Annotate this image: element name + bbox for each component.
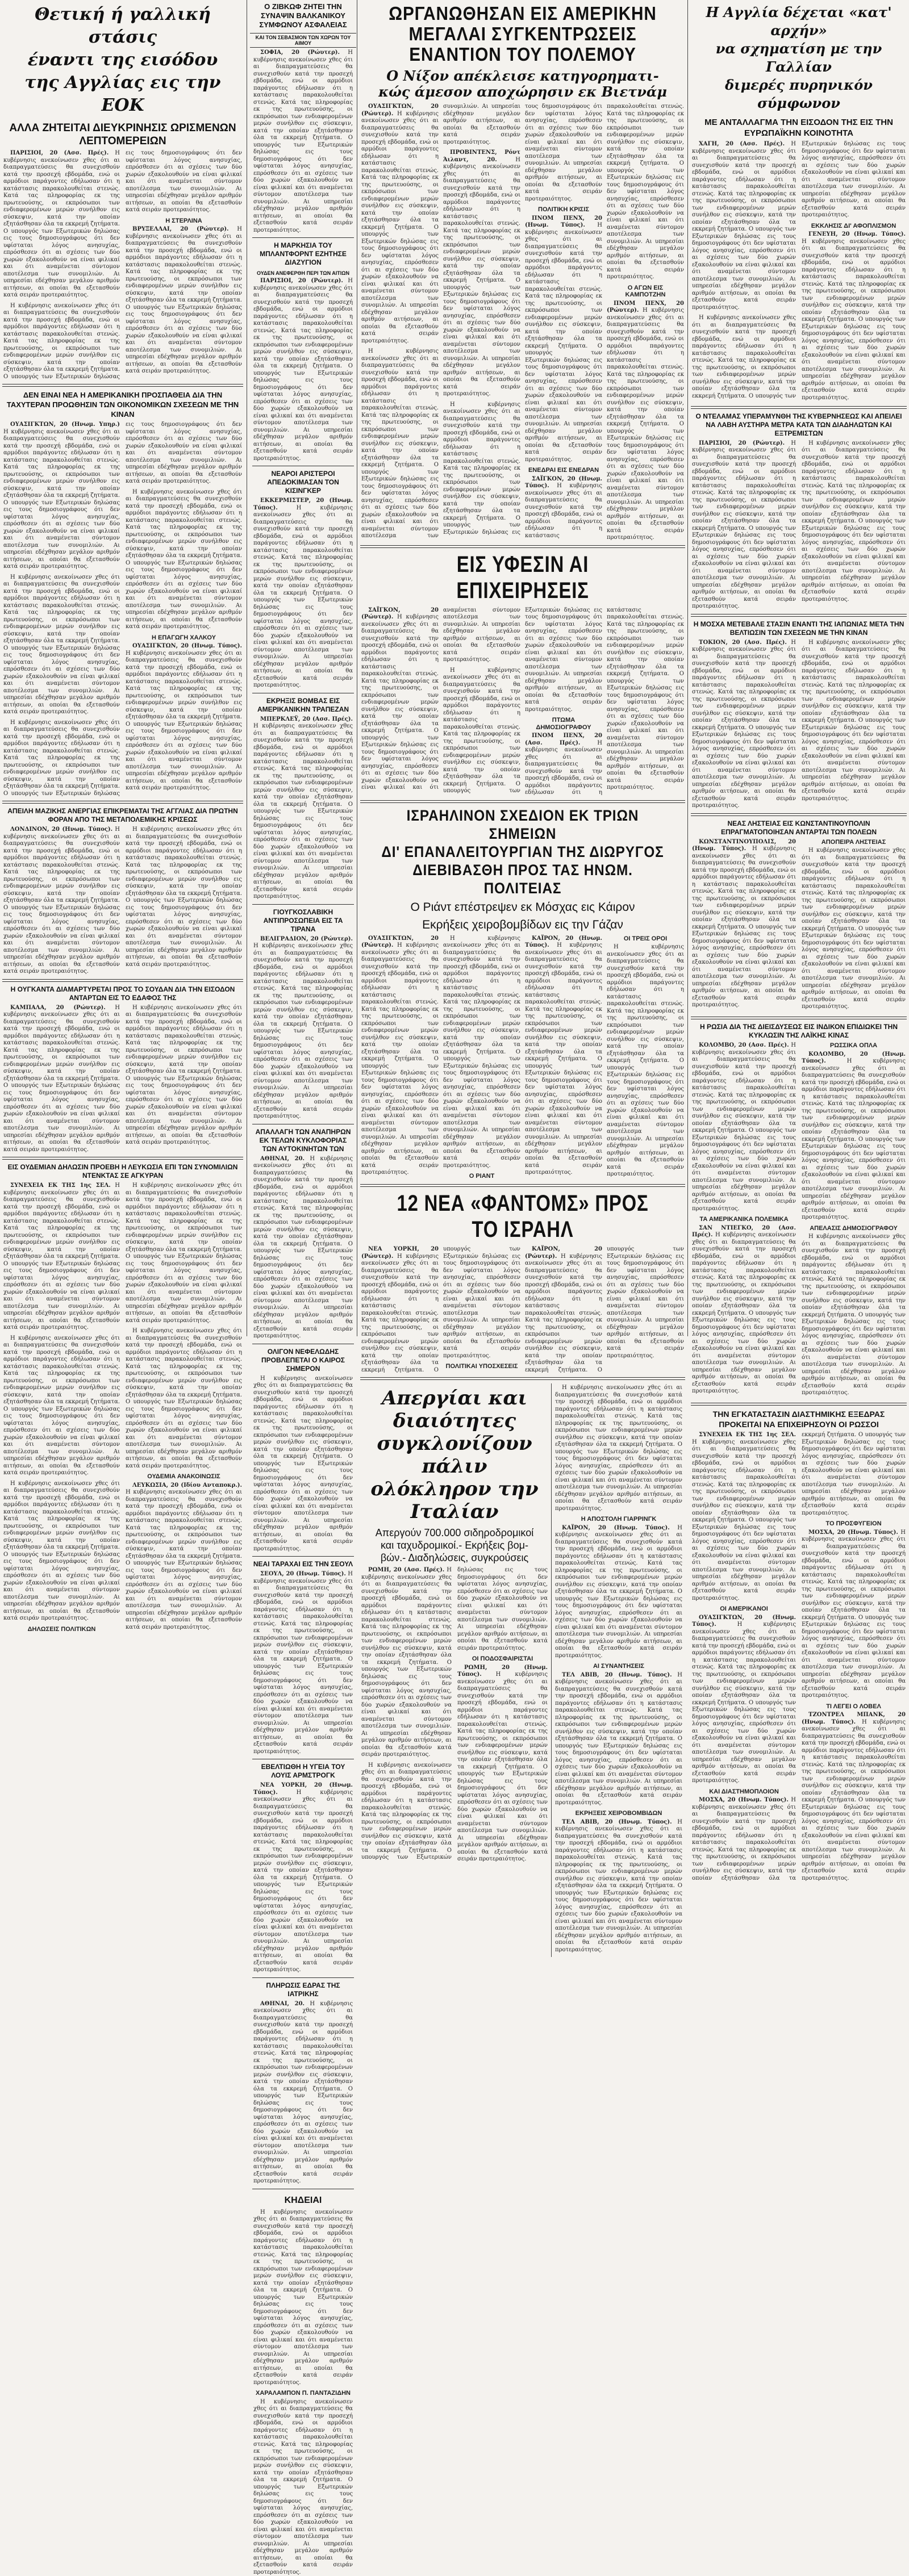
headline-phantoms: 12 ΝΕΑ «ΦΑΝΤΟΜΣ» ΠΡΟΣ ΤΟ ΙΣΡΑΗΛ xyxy=(389,1190,656,1243)
article-body: ΑΘΗΝΑΙ, 20. Η κυβέρνησις ανεκοίνωσεν χθες ότι αι διαπραγματεύσεις θα συνεχισθούν κατά την προσεχή εβδομάδα, ενώ οι αρμόδιοι παράγοντες εδήλωσαν ότι η κατάστασις παρακολουθείται στενώς. Κατά τας πληροφορίας εκ της πρωτευούσης, οι εκπρόσωποι των ενδιαφερομένων μερών συνήλθον εις σύσκεψιν, κατά την οποίαν εξητάσθησαν όλα τα εκκρεμή ζητήματα. Ο υπουργός των Εξωτερικών δηλώσας εις τους δημοσιογράφους ότι δεν υφίσταται λόγος ανησυχίας, επρόσθεσεν ότι αι σχέσεις των δύο χωρών εξακολουθούν να είναι φιλικαί και ότι αναμένεται σύντομον αποτέλεσμα των συνομιλιών. Αι υπηρεσίαι εδέχθησαν μεγάλον αριθμόν αιτήσεων, αι οποίαι θα εξετασθούν κατά σειράν προτεραιότητος. xyxy=(253,1156,353,1340)
article-body: ΣΕΟΥΛ, 20 (Ηνωμ. Τύπος). Η κυβέρνησις ανεκοίνωσεν χθες ότι αι διαπραγματεύσεις θα συνεχισθούν κατά την προσεχή εβδομάδα, ενώ οι αρμόδιοι παράγοντες εδήλωσαν ότι η κατάστασις παρακολουθείται στενώς. Κατά τας πληροφορίας εκ της πρωτευούσης, οι εκπρόσωποι των ενδιαφερομένων μερών συνήλθον εις σύσκεψιν, κατά την οποίαν εξητάσθησαν όλα τα εκκρεμή ζητήματα. Ο υπουργός των Εξωτερικών δηλώσας εις τους δημοσιογράφους ότι δεν υφίσταται λόγος ανησυχίας, επρόσθεσεν ότι αι σχέσεις των δύο χωρών εξακολουθούν να είναι φιλικαί και ότι αναμένεται σύντομον αποτέλεσμα των συνομιλιών. Αι υπηρεσίαι εδέχθησαν μεγάλον αριθμόν αιτήσεων, αι οποίαι θα εξετασθούν κατά σειράν προτεραιότητος. xyxy=(253,1571,353,1755)
body-text: Η κυβέρνησις ανεκοίνωσεν χθες ότι αι διαπραγματεύσεις θα συνεχισθούν κατά την προσεχή εβδομάδα, ενώ οι αρμόδιοι παράγοντες εδήλωσαν ότι η κατάστασις παρακολουθείται στενώς. Κατά τας πληροφορίας εκ της πρωτευούσης, οι εκπρόσωποι των ενδιαφερομένων μερών συνήλθον εις σύσκεψιν, κατά την οποίαν εξητάσθησαν όλα τα εκκρεμή ζητήματα. Ο υπουργός των Εξωτερικών δηλώσας εις τους δημοσιογράφους ότι δεν υφίσταται λόγος ανησυχίας, επρόσθεσεν ότι αι σχέσεις των δύο χωρών εξακολουθούν να είναι φιλικαί και ότι αναμένεται σύντομον αποτέλεσμα των συνομιλιών. Αι υπηρεσίαι εδέχθησαν μεγάλον αριθμόν αιτήσεων, αι οποίαι θα εξετασθούν κατά σειράν προτεραιότητος. xyxy=(253,2209,353,2386)
article-body: ΒΕΛΙΓΡΑΔΙΟΝ, 20 (Ρώυτερ). Η κυβέρνησις ανεκοίνωσεν χθες ότι αι διαπραγματεύσεις θα συνεχισθούν κατά την προσεχή εβδομάδα, ενώ οι αρμόδιοι παράγοντες εδήλωσαν ότι η κατάστασις παρακολουθείται στενώς. Κατά τας πληροφορίας εκ της πρωτευούσης, οι εκπρόσωποι των ενδιαφερομένων μερών συνήλθον εις σύσκεψιν, κατά την οποίαν εξητάσθησαν όλα τα εκκρεμή ζητήματα. Ο υπουργός των Εξωτερικών δηλώσας εις τους δημοσιογράφους ότι δεν υφίσταται λόγος ανησυχίας, επρόσθεσεν ότι αι σχέσεις των δύο χωρών εξακολουθούν να είναι φιλικαί και ότι αναμένεται σύντομον αποτέλεσμα των συνομιλιών. Αι υπηρεσίαι εδέχθησαν μεγάλον αριθμόν αιτήσεων, αι οποίαι θα εξετασθούν κατά σειράν προτεραιότητος. xyxy=(253,936,353,1120)
headline-kissinger: ΝΕΑΡΟΙ ΑΡΙΣΤΕΡΟΙ ΑΠΕΔΟΚΙΜΑΣΑΝ ΤΟΝ ΚΙΣΙΝΓΚΕΡ xyxy=(252,470,354,495)
column-1 xyxy=(0,0,245,1336)
article-body xyxy=(253,1375,353,1553)
body-text: Η κυβέρνησις ανεκοίνωσεν χθες ότι αι διαπραγματεύσεις θα συνεχισθούν κατά την προσεχή εβδομάδα, ενώ οι αρμόδιοι παράγοντες εδήλωσαν ότι η κατάστασις παρακολουθείται στενώς. Κατά τας πληροφορίας εκ της πρωτευούσης, οι εκπρόσωποι των ενδιαφερομένων μερών συνήλθον εις σύσκεψιν, κατά την οποίαν εξητάσθησαν όλα τα εκκρεμή ζητήματα. Ο υπουργός των Εξωτερικών δηλώσας εις τους δημοσιογράφους ότι δεν υφίσταται λόγος ανησυχίας, επρόσθεσεν ότι αι σχέσεις των δύο χωρών εξακολουθούν να είναι φιλικαί και ότι αναμένεται σύντομον αποτέλεσμα των συνομιλιών. Αι υπηρεσίαι εδέχθησαν μεγάλον αριθμόν αιτήσεων, αι οποίαι θα εξετασθούν κατά σειράν προτεραιότητος. xyxy=(607,944,684,1177)
body-text: Η κυβέρνησις ανεκοίνωσεν χθες ότι αι διαπραγματεύσεις θα συνεχισθούν κατά την προσεχή εβδομάδα, ενώ οι αρμόδιοι παράγοντες εδήλωσαν ότι η κατάστασις παρακολουθείται στενώς. Κατά τας πληροφορίας εκ της πρωτευούσης, οι εκπρόσωποι των ενδιαφερομένων μερών συνήλθον εις σύσκεψιν, κατά την οποίαν εξητάσθησαν όλα τα εκκρεμή ζητήματα. Ο υπουργός των Εξωτερικών δηλώσας εις τους δημοσιογράφους ότι δεν υφίσταται λόγος ανησυχίας, επρόσθεσεν ότι αι σχέσεις των δύο χωρών εξακολουθούν να είναι φιλικαί και ότι αναμένεται σύντομον αποτέλεσμα των συνομιλιών. Αι υπηρεσίαι εδέχθησαν μεγάλον αριθμόν αιτήσεων, αι οποίαι θα εξετασθούν κατά σειράν προτεραιότητος. xyxy=(253,1375,353,1552)
body-text: Η κυβέρνησις ανεκοίνωσεν χθες ότι αι διαπραγματεύσεις θα συνεχισθούν κατά την προσεχή εβδομάδα, ενώ οι αρμόδιοι παράγοντες εδήλωσαν ότι η κατάστασις παρακολουθείται στενώς. Κατά τας πληροφορίας εκ της πρωτευούσης, οι εκπρόσωποι των ενδιαφερομένων μερών συνήλθον εις σύσκεψιν, κατά την οποίαν εξητάσθησαν όλα τα εκκρεμή ζητήματα. Ο υπουργός των Εξωτερικών δηλώσας εις τους δημοσιογράφους ότι δεν υφίσταται λόγος ανησυχίας, επρόσθεσεν ότι αι σχέσεις των δύο χωρών εξακολουθούν να είναι φιλικαί και ότι αναμένεται σύντομον αποτέλεσμα των συνομιλιών. Αι υπηρεσίαι εδέχθησαν μεγάλον αριθμόν αιτήσεων, αι οποίαι θα εξετασθούν κατά σειράν προτεραιότητος. xyxy=(3,429,120,570)
article-body: ΡΩΜΗ, 20 (Ασσ. Πρές). Η κυβέρνησις ανεκοίνωσεν χθες ότι αι διαπραγματεύσεις θα συνεχισθούν κατά την προσεχή εβδομάδα, ενώ οι αρμόδιοι παράγοντες εδήλωσαν ότι η κατάστασις παρακολουθείται στενώς. Κατά τας πληροφορίας εκ της πρωτευούσης, οι εκπρόσωποι των ενδιαφερομένων μερών συνήλθον εις σύσκεψιν, κατά την οποίαν εξητάσθησαν όλα τα εκκρεμή ζητήματα. Ο υπουργός των Εξωτερικών δηλώσας εις τους δημοσιογράφους ότι δεν υφίσταται λόγος ανησυχίας, επρόσθεσεν ότι αι σχέσεις των δύο χωρών εξακολουθούν να είναι φιλικαί και ότι αναμένεται σύντομον αποτέλεσμα των συνομιλιών. Αι υπηρεσίαι εδέχθησαν μεγάλον αριθμόν αιτήσεων, αι οποίαι θα εξετασθούν κατά σειράν προτεραιότητος. Η κυβέρνησις ανεκοίνωσεν χθες ότι αι διαπραγματεύσεις θα συνεχισθούν κατά την προσεχή εβδομάδα, ενώ οι αρμόδιοι παράγοντες εδήλωσαν ότι η κατάστασις παρακολουθείται στενώς. Κατά τας πληροφορίας εκ της πρωτευούσης, οι εκπρόσωποι των ενδιαφερομένων μερών συνήλθον εις σύσκεψιν, κατά την οποίαν εξητάσθησαν όλα τα εκκρεμή ζητήματα. Ο υπουργός των Εξωτερικών δηλώσας εις τους δημοσιογράφους ότι δεν υφίσταται λόγος ανησυχίας, επρόσθεσεν ότι αι σχέσεις των δύο χωρών εξακολουθούν να είναι φιλικαί και ότι αναμένεται σύντομον αποτέλεσμα των συνομιλιών. Αι υπηρεσίαι εδέχθησαν μεγάλον αριθμόν αιτήσεων, αι οποίαι θα εξετασθούν κατά σειράν προτεραιότητος. ΟΙ ΠΟΔΟΣΦΑΙΡΙΣΤΑΙ ΡΩΜΗ, 20 (Ηνωμ. Τύπος). Η κυβέρνησις ανεκοίνωσεν χθες ότι αι διαπραγματεύσεις θα συνεχισθούν κατά την προσεχή εβδομάδα, ενώ οι αρμόδιοι παράγοντες εδήλωσαν ότι η κατάστασις παρακολουθείται στενώς. Κατά τας πληροφορίας εκ της πρωτευούσης, οι εκπρόσωποι των ενδιαφερομένων μερών συνήλθον εις σύσκεψιν, κατά την οποίαν εξητάσθησαν όλα τα εκκρεμή ζητήματα. Ο υπουργός των Εξωτερικών δηλώσας εις τους δημοσιογράφους ότι δεν υφίσταται λόγος ανησυχίας, επρόσθεσεν ότι αι σχέσεις των δύο χωρών εξακολουθούν να είναι φιλικαί και ότι αναμένεται σύντομον αποτέλεσμα των συνομιλιών. Αι υπηρεσίαι εδέχθησαν μεγάλον αριθμόν αιτήσεων, αι οποίαι θα εξετασθούν κατά σειράν προτεραιότητος. xyxy=(361,1567,548,1864)
body-text: Η κυβέρνησις ανεκοίνωσεν χθες ότι αι διαπραγματεύσεις θα συνεχισθούν κατά την προσεχή εβδομάδα, ενώ οι αρμόδιοι παράγοντες εδήλωσαν ότι η κατάστασις παρακολουθείται στενώς. Κατά τας πληροφορίας εκ της πρωτευούσης, οι εκπρόσωποι των ενδιαφερομένων μερών συνήλθον εις σύσκεψιν, κατά την οποίαν εξητάσθησαν όλα τα εκκρεμή ζητήματα. Ο υπουργός των Εξωτερικών δηλώσας εις τους δημοσιογράφους ότι δεν υφίσταται λόγος ανησυχίας, επρόσθεσεν ότι αι σχέσεις των δύο χωρών εξακολουθούν να είναι φιλικαί και ότι αναμένεται σύντομον αποτέλεσμα των συνομιλιών. Αι υπηρεσίαι εδέχθησαν μεγάλον αριθμόν αιτήσεων, αι οποίαι θα εξετασθούν κατά σειράν προτεραιότητος. xyxy=(253,278,353,462)
body-text: Η κυβέρνησις ανεκοίνωσεν χθες ότι αι διαπραγματεύσεις θα συνεχισθούν κατά την προσεχή εβδομάδα, ενώ οι αρμόδιοι παράγοντες εδήλωσαν ότι η κατάστασις παρακολουθείται στενώς. Κατά τας πληροφορίας εκ της πρωτευούσης, οι εκπρόσωποι των ενδιαφερομένων μερών συνήλθον εις σύσκεψιν, κατά την οποίαν εξητάσθησαν όλα τα εκκρεμή ζητήματα. Ο υπουργός των Εξωτερικών δηλώσας εις τους δημοσιογράφους ότι δεν υφίσταται λόγος ανησυχίας, επρόσθεσεν ότι αι σχέσεις των δύο χωρών εξακολουθούν να είναι φιλικαί και ότι αναμένεται σύντομον αποτέλεσμα των συνομιλιών. Αι υπηρεσίαι εδέχθησαν μεγάλον αριθμόν αιτήσεων, αι οποίαι θα εξετασθούν κατά σειράν προτεραιότητος. xyxy=(126,226,242,374)
body-text: Η κυβέρνησις ανεκοίνωσεν χθες ότι αι διαπραγματεύσεις θα συνεχισθούν κατά την προσεχή εβδομάδα, ενώ οι αρμόδιοι παράγοντες εδήλωσαν ότι η κατάστασις παρακολουθείται στενώς. Κατά τας πληροφορίας εκ της πρωτευούσης, οι εκπρόσωποι των ενδιαφερομένων μερών συνήλθον εις σύσκεψιν, κατά την οποίαν εξητάσθησαν όλα τα εκκρεμή ζητήματα. Ο υπουργός των Εξωτερικών δηλώσας εις τους δημοσιογράφους ότι δεν υφίσταται λόγος ανησυχίας, επρόσθεσεν ότι αι σχέσεις των δύο χωρών εξακολουθούν να είναι φιλικαί και ότι αναμένεται σύντομον αποτέλεσμα των συνομιλιών. Αι υπηρεσίαι εδέχθησαν μεγάλον αριθμόν αιτήσεων, αι οποίαι θα εξετασθούν κατά σειράν προτεραιότητος. xyxy=(525,1246,684,1373)
body-text: Η κυβέρνησις ανεκοίνωσεν χθες ότι αι διαπραγματεύσεις θα συνεχισθούν κατά την προσεχή εβδομάδα, ενώ οι αρμόδιοι παράγοντες εδήλωσαν ότι η κατάστασις παρακολουθείται στενώς. Κατά τας πληροφορίας εκ της πρωτευούσης, οι εκπρόσωποι των ενδιαφερομένων μερών συνήλθον εις σύσκεψιν, κατά την οποίαν εξητάσθησαν όλα τα εκκρεμή ζητήματα. Ο υπουργός των Εξωτερικών δηλώσας εις τους δημοσιογράφους ότι δεν υφίσταται λόγος ανησυχίας, επρόσθεσεν ότι αι σχέσεις των δύο χωρών εξακολουθούν να είναι φιλικαί και ότι αναμένεται σύντομον αποτέλεσμα των συνομιλιών. Αι υπηρεσίαι εδέχθησαν μεγάλον αριθμόν αιτήσεων, αι οποίαι θα εξετασθούν κατά σειράν προτεραιότητος. xyxy=(692,1432,906,1881)
body-text: Η κυβέρνησις ανεκοίνωσεν χθες ότι αι διαπραγματεύσεις θα συνεχισθούν κατά την προσεχή εβδομάδα, ενώ οι αρμόδιοι παράγοντες εδήλωσαν ότι η κατάστασις παρακολουθείται στενώς. Κατά τας πληροφορίας εκ της πρωτευούσης, οι εκπρόσωποι των ενδιαφερομένων μερών συνήλθον εις σύσκεψιν, κατά την οποίαν εξητάσθησαν όλα τα εκκρεμή ζητήματα. Ο υπουργός των Εξωτερικών δηλώσας εις τους δημοσιογράφους ότι δεν υφίσταται λόγος ανησυχίας, επρόσθεσεν ότι αι σχέσεις των δύο χωρών εξακολουθούν να είναι φιλικαί και ότι αναμένεται σύντομον αποτέλεσμα των συνομιλιών. Αι υπηρεσίαι εδέχθησαν μεγάλον αριθμόν αιτήσεων, αι οποίαι θα εξετασθούν κατά σειράν προτεραιότητος. xyxy=(253,943,353,1119)
headline-armstrong: ΕΒΕΛΤΙΩΘΗ Η ΥΓΕΙΑ ΤΟΥ ΛΟΥΙΣ ΑΡΜΣΤΡΟΓΚ xyxy=(252,1763,354,1780)
headline-chaban-delmas: Ο ΝΤΕΛΑΜΑΣ ΥΠΕΡΑΜΥΝΘΗ ΤΗΣ ΚΥΒΕΡΝΗΣΕΩΣ ΚΑΙ ΑΠΕΙΛΕΙ ΝΑ ΛΑΒΗ ΑΥΣΤΗΡΑ ΜΕΤΡΑ ΚΑΤΑ ΤΩΝ ΔΙΑΔΗΛΩΤΩΝ ΚΑΙ ΕΞΤΡΕΜΙΣΤΩΝ xyxy=(691,412,907,438)
body-text: Η κυβέρνησις ανεκοίνωσεν χθες ότι αι διαπραγματεύσεις θα συνεχισθούν κατά την προσεχή εβδομάδα, ενώ οι αρμόδιοι παράγοντες εδήλωσαν ότι η κατάστασις παρακολουθείται στενώς. Κατά τας πληροφορίας εκ της πρωτευούσης, οι εκπρόσωποι των ενδιαφερομένων μερών συνήλθον εις σύσκεψιν, κατά την οποίαν εξητάσθησαν όλα τα εκκρεμή ζητήματα. Ο υπουργός των Εξωτερικών δηλώσας εις τους δημοσιογράφους ότι δεν υφίσταται λόγος ανησυχίας, επρόσθεσεν ότι αι σχέσεις των δύο χωρών εξακολουθούν να είναι φιλικαί και ότι αναμένεται σύντομον αποτέλεσμα των συνομιλιών. Αι υπηρεσίαι εδέχθησαν μεγάλον αριθμόν αιτήσεων, αι οποίαι θα εξετασθούν κατά σειράν προτεραιότητος. xyxy=(126,650,242,792)
column-2: Ο ΖΙΒΚΩΦ ΖΗΤΕΙ ΤΗΝ ΣΥΝΑΨΙΝ ΒΑΛΚΑΝΙΚΟΥ ΣΥΜΦΩΝΟΥ ΑΣΦΑΛΕΙΑΣ ΚΑΙ ΤΟΝ ΣΕΒΑΣΜΟΝ ΤΩΝ ΧΩΡΩΝ ΤΟΥ ΑΙΜΟΥ ΣΟΦΙΑ, 20 (Ρώυτερ). Η κυβέρνησις ανεκοίνωσεν χθες ότι αι διαπραγματεύσεις θα συνεχισθούν κατά την προσεχή εβδομάδα, ενώ οι αρμόδιοι παράγοντες εδήλωσαν ότι η κατάστασις παρακολουθείται στενώς. Κατά τας πληροφορίας εκ της πρωτευούσης, οι εκπρόσωποι των ενδιαφερομένων μερών συνήλθον εις σύσκεψιν, κατά την οποίαν εξητάσθησαν όλα τα εκκρεμή ζητήματα. Ο υπουργός των Εξωτερικών δηλώσας εις τους δημοσιογράφους ότι δεν υφίσταται λόγος ανησυχίας, επρόσθεσεν ότι αι σχέσεις των δύο χωρών εξακολουθούν να είναι φιλικαί και ότι αναμένεται σύντομον αποτέλεσμα των συνομιλιών. Αι υπηρεσίαι εδέχθησαν μεγάλον αριθμόν αιτήσεων, αι οποίαι θα εξετασθούν κατά σειράν προτεραιότητος. Η ΜΑΡΚΗΣΙΑ ΤΟΥ ΜΠΛΑΝΤΦΟΡΝΤ ΕΖΗΤΗΣΕ ΔΙΑΖΥΓΙΟΝ ΟΥΔΕΝ ΑΝΕΦΕΡΘΗ ΠΕΡΙ ΤΩΝ ΑΙΤΙΩΝ ΠΑΡΙΣΙΟΙ, 20 (Ρώυτερ). Η κυβέρνησις ανεκοίνωσεν χθες ότι αι διαπραγματεύσεις θα συνεχισθούν κατά την προσεχή εβδομάδα, ενώ οι αρμόδιοι παράγοντες εδήλωσαν ότι η κατάστασις παρακολουθείται στενώς. Κατά τας πληροφορίας εκ της πρωτευούσης, οι εκπρόσωποι των ενδιαφερομένων μερών συνήλθον εις σύσκεψιν, κατά την οποίαν εξητάσθησαν όλα τα εκκρεμή ζητήματα. Ο υπουργός των Εξωτερικών δηλώσας εις τους δημοσιογράφους ότι δεν υφίσταται λόγος ανησυχίας, επρόσθεσεν ότι αι σχέσεις των δύο χωρών εξακολουθούν να είναι φιλικαί και ότι αναμένεται σύντομον αποτέλεσμα των συνομιλιών. Αι υπηρεσίαι εδέχθησαν μεγάλον αριθμόν αιτήσεων, αι οποίαι θα εξετασθούν κατά σειράν προτεραιότητος. ΝΕΑΡΟΙ ΑΡΙΣΤΕΡΟΙ ΑΠΕΔΟΚΙΜΑΣΑΝ ΤΟΝ ΚΙΣΙΝΓΚΕΡ ΕΚΚΕΡΜΙΣΤΕΡ, 20 (Ηνωμ. Τύπος). Η κυβέρνησις ανεκοίνωσεν χθες ότι αι διαπραγματεύσεις θα συνεχισθούν κατά την προσεχή εβδομάδα, ενώ οι αρμόδιοι παράγοντες εδήλωσαν ότι η κατάστασις παρακολουθείται στενώς. Κατά τας πληροφορίας εκ της πρωτευούσης, οι εκπρόσωποι των ενδιαφερομένων μερών συνήλθον εις σύσκεψιν, κατά την οποίαν εξητάσθησαν όλα τα εκκρεμή ζητήματα. Ο υπουργός των Εξωτερικών δηλώσας εις τους δημοσιογράφους ότι δεν υφίσταται λόγος ανησυχίας, επρόσθεσεν ότι αι σχέσεις των δύο χωρών εξακολουθούν να είναι φιλικαί και ότι αναμένεται σύντομον αποτέλεσμα των συνομιλιών. Αι υπηρεσίαι εδέχθησαν μεγάλον αριθμόν αιτήσεων, αι οποίαι θα εξετασθούν κατά σειράν προτεραιότητος. ΕΚΡΗΞΙΣ ΒΟΜΒΑΣ ΕΙΣ ΑΜΕΡΙΚΑΝΙΚΗΝ ΤΡΑΠΕΖΑΝ ΜΠΕΡΚΛΕΫ, 20 (Ασσ. Πρές). Η κυβέρνησις ανεκοίνωσεν χθες ότι αι διαπραγματεύσεις θα συνεχισθούν κατά την προσεχή εβδομάδα, ενώ οι αρμόδιοι παράγοντες εδήλωσαν ότι η κατάστασις παρακολουθείται στενώς. Κατά τας πληροφορίας εκ της πρωτευούσης, οι εκπρόσωποι των ενδιαφερομένων μερών συνήλθον εις σύσκεψιν, κατά την οποίαν εξητάσθησαν όλα τα εκκρεμή ζητήματα. Ο υπουργός των Εξωτερικών δηλώσας εις τους δημοσιογράφους ότι δεν υφίσταται λόγος ανησυχίας, επρόσθεσεν ότι αι σχέσεις των δύο χωρών εξακολουθούν να είναι φιλικαί και ότι αναμένεται σύντομον αποτέλεσμα των συνομιλιών. Αι υπηρεσίαι εδέχθησαν μεγάλον αριθμόν αιτήσεων, αι οποίαι θα εξετασθούν κατά σειράν προτεραιότητος. ΓΙΟΥΓΚΟΣΛΑΒΙΚΗ ΑΝΤΙΠΡΟΣΩΠΕΙΑ ΕΙΣ ΤΑ ΤΙΡΑΝΑ ΒΕΛΙΓΡΑΔΙΟΝ, 20 (Ρώυτερ). Η κυβέρνησις ανεκοίνωσεν χθες ότι αι διαπραγματεύσεις θα συνεχισθούν κατά την προσεχή εβδομάδα, ενώ οι αρμόδιοι παράγοντες εδήλωσαν ότι η κατάστασις παρακολουθείται στενώς. Κατά τας πληροφορίας εκ της πρωτευούσης, οι εκπρόσωποι των ενδιαφερομένων μερών συνήλθον εις σύσκεψιν, κατά την οποίαν εξητάσθησαν όλα τα εκκρεμή ζητήματα. Ο υπουργός των Εξωτερικών δηλώσας εις τους δημοσιογράφους ότι δεν υφίσταται λόγος ανησυχίας, επρόσθεσεν ότι αι σχέσεις των δύο χωρών εξακολουθούν να είναι φιλικαί και ότι αναμένεται σύντομον αποτέλεσμα των συνομιλιών. Αι υπηρεσίαι εδέχθησαν μεγάλον αριθμόν αιτήσεων, αι οποίαι θα εξετασθούν κατά σειράν προτεραιότητος. ΑΠΑΛΛΑΓΗ ΤΩΝ ΑΝΑΠΗΡΩΝ ΕΚ ΤΕΛΩΝ ΚΥΚΛΟΦΟΡΙΑΣ ΤΩΝ ΑΥΤΟΚΙΝΗΤΩΝ ΤΩΝ ΑΘΗΝΑΙ, 20. Η κυβέρνησις ανεκοίνωσεν χθες ότι αι διαπραγματεύσεις θα συνεχισθούν κατά την προσεχή εβδομάδα, ενώ οι αρμόδιοι παράγοντες εδήλωσαν ότι η κατάστασις παρακολουθείται στενώς. Κατά τας πληροφορίας εκ της πρωτευούσης, οι εκπρόσωποι των ενδιαφερομένων μερών συνήλθον εις σύσκεψιν, κατά την οποίαν εξητάσθησαν όλα τα εκκρεμή ζητήματα. Ο υπουργός των Εξωτερικών δηλώσας εις τους δημοσιογράφους ότι δεν υφίσταται λόγος ανησυχίας, επρόσθεσεν ότι αι σχέσεις των δύο χωρών εξακολουθούν να είναι φιλικαί και ότι αναμένεται σύντομον αποτέλεσμα των συνομιλιών. Αι υπηρεσίαι εδέχθησαν μεγάλον αριθμόν αιτήσεων, αι οποίαι θα εξετασθούν κατά σειράν προτεραιότητος. ΟΛΙΓΟΝ ΝΕΦΕΛΩΔΗΣ ΠΡΟΒΛΕΠΕΤΑΙ Ο ΚΑΙΡΟΣ ΣΗΜΕΡΟΝ Η κυβέρνησις ανεκοίνωσεν χθες ότι αι διαπραγματεύσεις θα συνεχισθούν κατά την προσεχή εβδομάδα, ενώ οι αρμόδιοι παράγοντες εδήλωσαν ότι η κατάστασις παρακολουθείται στενώς. Κατά τας πληροφορίας εκ της πρωτευούσης, οι εκπρόσωποι των ενδιαφερομένων μερών συνήλθον εις σύσκεψιν, κατά την οποίαν εξητάσθησαν όλα τα εκκρεμή ζητήματα. Ο υπουργός των Εξωτερικών δηλώσας εις τους δημοσιογράφους ότι δεν υφίσταται λόγος ανησυχίας, επρόσθεσεν ότι αι σχέσεις των δύο χωρών εξακολουθούν να είναι φιλικαί και ότι αναμένεται σύντομον αποτέλεσμα των συνομιλιών. Αι υπηρεσίαι εδέχθησαν μεγάλον αριθμόν αιτήσεων, αι οποίαι θα εξετασθούν κατά σειράν προτεραιότητος. ΝΕΑΙ ΤΑΡΑΧΑΙ ΕΙΣ ΤΗΝ ΣΕΟΥΛ ΣΕΟΥΛ, 20 (Ηνωμ. Τύπος). Η κυβέρνησις ανεκοίνωσεν χθες ότι αι διαπραγματεύσεις θα συνεχισθούν κατά την προσεχή εβδομάδα, ενώ οι αρμόδιοι παράγοντες εδήλωσαν ότι η κατάστασις παρακολουθείται στενώς. Κατά τας πληροφορίας εκ της πρωτευούσης, οι εκπρόσωποι των ενδιαφερομένων μερών συνήλθον εις σύσκεψιν, κατά την οποίαν εξητάσθησαν όλα τα εκκρεμή ζητήματα. Ο υπουργός των Εξωτερικών δηλώσας εις τους δημοσιογράφους ότι δεν υφίσταται λόγος ανησυχίας, επρόσθεσεν ότι αι σχέσεις των δύο χωρών εξακολουθούν να είναι φιλικαί και ότι αναμένεται σύντομον αποτέλεσμα των συνομιλιών. Αι υπηρεσίαι εδέχθησαν μεγάλον αριθμόν αιτήσεων, αι οποίαι θα εξετασθούν κατά σειράν προτεραιότητος. ΕΒΕΛΤΙΩΘΗ Η ΥΓΕΙΑ ΤΟΥ ΛΟΥΙΣ ΑΡΜΣΤΡΟΓΚ ΝΕΑ ΥΟΡΚΗ, 20 (Ηνωμ. Τύπος). Η κυβέρνησις ανεκοίνωσεν χθες ότι αι διαπραγματεύσεις θα συνεχισθούν κατά την προσεχή εβδομάδα, ενώ οι αρμόδιοι παράγοντες εδήλωσαν ότι η κατάστασις παρακολουθείται στενώς. Κατά τας πληροφορίας εκ της πρωτευούσης, οι εκπρόσωποι των ενδιαφερομένων μερών συνήλθον εις σύσκεψιν, κατά την οποίαν εξητάσθησαν όλα τα εκκρεμή ζητήματα. Ο υπουργός των Εξωτερικών δηλώσας εις τους δημοσιογράφους ότι δεν υφίσταται λόγος ανησυχίας, επρόσθεσεν ότι αι σχέσεις των δύο χωρών εξακολουθούν να είναι φιλικαί και ότι αναμένεται σύντομον αποτέλεσμα των συνομιλιών. Αι υπηρεσίαι εδέχθησαν μεγάλον αριθμόν αιτήσεων, αι οποίαι θα εξετασθούν κατά σειράν προτεραιότητος. ΠΛΗΡΩΣΙΣ ΕΔΡΑΣ ΤΗΣ ΙΑΤΡΙΚΗΣ ΑΘΗΝΑΙ, 20. Η κυβέρνησις ανεκοίνωσεν χθες ότι αι διαπραγματεύσεις θα συνεχισθούν κατά την προσεχή εβδομάδα, ενώ οι αρμόδιοι παράγοντες εδήλωσαν ότι η κατάστασις παρακολουθείται στενώς. Κατά τας πληροφορίας εκ της πρωτευούσης, οι εκπρόσωποι των ενδιαφερομένων μερών συνήλθον εις σύσκεψιν, κατά την οποίαν εξητάσθησαν όλα τα εκκρεμή ζητήματα. Ο υπουργός των Εξωτερικών δηλώσας εις τους δημοσιογράφους ότι δεν υφίσταται λόγος ανησυχίας, επρόσθεσεν ότι αι σχέσεις των δύο χωρών εξακολουθούν να είναι φιλικαί και ότι αναμένεται σύντομον αποτέλεσμα των συνομιλιών. Αι υπηρεσίαι εδέχθησαν μεγάλον αριθμόν αιτήσεων, αι οποίαι θα εξετασθούν κατά σειράν προτεραιότητος. ΚΗΔΕΙΑΙ Η κυβέρνησις ανεκοίνωσεν χθες ότι αι διαπραγματεύσεις θα συνεχισθούν κατά την προσεχή εβδομάδα, ενώ οι αρμόδιοι παράγοντες εδήλωσαν ότι η κατάστασις παρακολουθείται στενώς. Κατά τας πληροφορίας εκ της πρωτευούσης, οι εκπρόσωποι των ενδιαφερομένων μερών συνήλθον εις σύσκεψιν, κατά την οποίαν εξητάσθησαν όλα τα εκκρεμή ζητήματα. Ο υπουργός των Εξωτερικών δηλώσας εις τους δημοσιογράφους ότι δεν υφίσταται λόγος ανησυχίας, επρόσθεσεν ότι αι σχέσεις των δύο χωρών εξακολουθούν να είναι φιλικαί και ότι αναμένεται σύντομον αποτέλεσμα των συνομιλιών. Αι υπηρεσίαι εδέχθησαν μεγάλον αριθμόν αιτήσεων, αι οποίαι θα εξετασθούν κατά σειράν προτεραιότητος. ΧΑΡΑΛΑΜΠΟΝ Π. ΠΑΝΤΑΖΙΔΗΝ Η κυβέρνησις ανεκοίνωσεν χθες ότι αι διαπραγματεύσεις θα συνεχισθούν κατά την προσεχή εβδομάδα, ενώ οι αρμόδιοι παράγοντες εδήλωσαν ότι η κατάστασις παρακολουθείται στενώς. Κατά τας πληροφορίας εκ της πρωτευούσης, οι εκπρόσωποι των ενδιαφερομένων μερών συνήλθον εις σύσκεψιν, κατά την οποίαν εξητάσθησαν όλα τα εκκρεμή ζητήματα. Ο υπουργός των Εξωτερικών δηλώσας εις τους δημοσιογράφους ότι δεν υφίσταται λόγος ανησυχίας, επρόσθεσεν ότι αι σχέσεις των δύο χωρών εξακολουθούν να είναι φιλικαί και ότι αναμένεται σύντομον αποτέλεσμα των συνομιλιών. Αι υπηρεσίαι εδέχθησαν μεγάλον αριθμόν αιτήσεων, αι οποίαι θα εξετασθούν κατά σειράν προτεραιότητος. xyxy=(250,0,356,1336)
body-text: Η κυβέρνησις ανεκοίνωσεν χθες ότι αι διαπραγματεύσεις θα συνεχισθούν κατά την προσεχή εβδομάδα, ενώ οι αρμόδιοι παράγοντες εδήλωσαν ότι η κατάστασις παρακολουθείται στενώς. Κατά τας πληροφορίας εκ της πρωτευούσης, οι εκπρόσωποι των ενδιαφερομένων μερών συνήλθον εις σύσκεψιν, κατά την οποίαν εξητάσθησαν όλα τα εκκρεμή ζητήματα. Ο υπουργός των Εξωτερικών δηλώσας εις τους δημοσιογράφους ότι δεν υφίσταται λόγος ανησυχίας, επρόσθεσεν ότι αι σχέσεις των δύο χωρών εξακολουθούν να είναι φιλικαί και ότι αναμένεται σύντομον αποτέλεσμα των συνομιλιών. Αι υπηρεσίαι εδέχθησαν μεγάλον αριθμόν αιτήσεων, αι οποίαι θα εξετασθούν κατά σειράν προτεραιότητος. xyxy=(802,1233,906,1396)
body-text: Η κυβέρνησις ανεκοίνωσεν χθες ότι αι διαπραγματεύσεις θα συνεχισθούν κατά την προσεχή εβδομάδα, ενώ οι αρμόδιοι παράγοντες εδήλωσαν ότι η κατάστασις παρακολουθείται στενώς. Κατά τας πληροφορίας εκ της πρωτευούσης, οι εκπρόσωποι των ενδιαφερομένων μερών συνήλθον εις σύσκεψιν, κατά την οποίαν εξητάσθησαν όλα τα εκκρεμή ζητήματα. Ο υπουργός των Εξωτερικών δηλώσας εις τους δημοσιογράφους ότι δεν υφίσταται λόγος ανησυχίας, επρόσθεσεν ότι αι σχέσεις των δύο χωρών εξακολουθούν να είναι φιλικαί και ότι αναμένεται σύντομον αποτέλεσμα των συνομιλιών. Αι υπηρεσίαι εδέχθησαν μεγάλον αριθμόν αιτήσεων, αι οποίαι θα εξετασθούν κατά σειράν προτεραιότητος. xyxy=(126,1005,242,1146)
body-text: Η κυβέρνησις ανεκοίνωσεν χθες ότι αι διαπραγματεύσεις θα συνεχισθούν κατά την προσεχή εβδομάδα, ενώ οι αρμόδιοι παράγοντες εδήλωσαν ότι η κατάστασις παρακολουθείται στενώς. Κατά τας πληροφορίας εκ της πρωτευούσης, οι εκπρόσωποι των ενδιαφερομένων μερών συνήλθον εις σύσκεψιν, κατά την οποίαν εξητάσθησαν όλα τα εκκρεμή ζητήματα. Ο υπουργός των Εξωτερικών δηλώσας εις τους δημοσιογράφους ότι δεν υφίσταται λόγος ανησυχίας, επρόσθεσεν ότι αι σχέσεις των δύο χωρών εξακολουθούν να είναι φιλικαί και ότι αναμένεται σύντομον αποτέλεσμα των συνομιλιών. Αι υπηρεσίαι εδέχθησαν μεγάλον αριθμόν αιτήσεων, αι οποίαι θα εξετασθούν κατά σειράν προτεραιότητος. xyxy=(525,942,602,1176)
body-text: Η κυβέρνησις ανεκοίνωσεν χθες ότι αι διαπραγματεύσεις θα συνεχισθούν κατά την προσεχή εβδομάδα, ενώ οι αρμόδιοι παράγοντες εδήλωσαν ότι η κατάστασις παρακολουθείται στενώς. Κατά τας πληροφορίας εκ της πρωτευούσης, οι εκπρόσωποι των ενδιαφερομένων μερών συνήλθον εις σύσκεψιν, κατά την οποίαν εξητάσθησαν όλα τα εκκρεμή ζητήματα. Ο υπουργός των Εξωτερικών δηλώσας εις τους δημοσιογράφους ότι δεν υφίσταται λόγος ανησυχίας, επρόσθεσεν ότι αι σχέσεις των δύο χωρών εξακολουθούν να είναι φιλικαί και ότι αναμένεται σύντομον αποτέλεσμα των συνομιλιών. Αι υπηρεσίαι εδέχθησαν μεγάλον αριθμόν αιτήσεων, αι οποίαι θα εξετασθούν κατά σειράν προτεραιότητος. xyxy=(3,150,120,298)
body-text: Η κυβέρνησις ανεκοίνωσεν χθες ότι αι διαπραγματεύσεις θα συνεχισθούν κατά την προσεχή εβδομάδα, ενώ οι αρμόδιοι παράγοντες εδήλωσαν ότι η κατάστασις παρακολουθείται στενώς. Κατά τας πληροφορίας εκ της πρωτευούσης, οι εκπρόσωποι των ενδιαφερομένων μερών συνήλθον εις σύσκεψιν, κατά την οποίαν εξητάσθησαν όλα τα εκκρεμή ζητήματα. Ο υπουργός των Εξωτερικών δηλώσας εις τους δημοσιογράφους ότι δεν υφίσταται λόγος ανησυχίας, επρόσθεσεν ότι αι σχέσεις των δύο χωρών εξακολουθούν να είναι φιλικαί και ότι αναμένεται σύντομον αποτέλεσμα των συνομιλιών. Αι υπηρεσίαι εδέχθησαν μεγάλον αριθμόν αιτήσεων, αι οποίαι θα εξετασθούν κατά σειράν προτεραιότητος. xyxy=(253,2399,353,2575)
headline-uk-nuclear: Η Αγγλία δέχεται «κατ' αρχήν» να σχηματίση με την Γαλλίαν διμερές πυρηνικόν σύμφωνον xyxy=(691,3,907,112)
headline-funerals: ΚΗΔΕΙΑΙ xyxy=(253,2194,353,2207)
headline-medical-chair: ΠΛΗΡΩΣΙΣ ΕΔΡΑΣ ΤΗΣ ΙΑΤΡΙΚΗΣ xyxy=(252,1981,354,1998)
body-text: Η κυβέρνησις ανεκοίνωσεν χθες ότι αι διαπραγματεύσεις θα συνεχισθούν κατά την προσεχή εβδομάδα, ενώ οι αρμόδιοι παράγοντες εδήλωσαν ότι η κατάστασις παρακολουθείται στενώς. Κατά τας πληροφορίας εκ της πρωτευούσης, οι εκπρόσωποι των ενδιαφερομένων μερών συνήλθον εις σύσκεψιν, κατά την οποίαν εξητάσθησαν όλα τα εκκρεμή ζητήματα. Ο υπουργός των Εξωτερικών δηλώσας εις τους δημοσιογράφους ότι δεν υφίσταται λόγος ανησυχίας, επρόσθεσεν ότι αι σχέσεις των δύο χωρών εξακολουθούν να είναι φιλικαί και ότι αναμένεται σύντομον αποτέλεσμα των συνομιλιών. Αι υπηρεσίαι εδέχθησαν μεγάλον αριθμόν αιτήσεων, αι οποίαι θα εξετασθούν κατά σειράν προτεραιότητος. xyxy=(555,1672,682,1806)
body-text: Η κυβέρνησις ανεκοίνωσεν χθες ότι αι διαπραγματεύσεις θα συνεχισθούν κατά την προσεχή εβδομάδα, ενώ οι αρμόδιοι παράγοντες εδήλωσαν ότι η κατάστασις παρακολουθείται στενώς. Κατά τας πληροφορίας εκ της πρωτευούσης, οι εκπρόσωποι των ενδιαφερομένων μερών συνήλθον εις σύσκεψιν, κατά την οποίαν εξητάσθησαν όλα τα εκκρεμή ζητήματα. Ο υπουργός των Εξωτερικών δηλώσας εις τους δημοσιογράφους ότι δεν υφίσταται λόγος ανησυχίας, επρόσθεσεν ότι αι σχέσεις των δύο χωρών εξακολουθούν να είναι φιλικαί και ότι αναμένεται σύντομον αποτέλεσμα των συνομιλιών. Αι υπηρεσίαι εδέχθησαν μεγάλον αριθμόν αιτήσεων, αι οποίαι θα εξετασθούν κατά σειράν προτεραιότητος. xyxy=(361,111,439,344)
article-body: ΚΑΜΠΑΛΑ, 20 (Ρώυτερ). Η κυβέρνησις ανεκοίνωσεν χθες ότι αι διαπραγματεύσεις θα συνεχισθούν κατά την προσεχή εβδομάδα, ενώ οι αρμόδιοι παράγοντες εδήλωσαν ότι η κατάστασις παρακολουθείται στενώς. Κατά τας πληροφορίας εκ της πρωτευούσης, οι εκπρόσωποι των ενδιαφερομένων μερών συνήλθον εις σύσκεψιν, κατά την οποίαν εξητάσθησαν όλα τα εκκρεμή ζητήματα. Ο υπουργός των Εξωτερικών δηλώσας εις τους δημοσιογράφους ότι δεν υφίσταται λόγος ανησυχίας, επρόσθεσεν ότι αι σχέσεις των δύο χωρών εξακολουθούν να είναι φιλικαί και ότι αναμένεται σύντομον αποτέλεσμα των συνομιλιών. Αι υπηρεσίαι εδέχθησαν μεγάλον αριθμόν αιτήσεων, αι οποίαι θα εξετασθούν κατά σειράν προτεραιότητος. Η κυβέρνησις ανεκοίνωσεν χθες ότι αι διαπραγματεύσεις θα συνεχισθούν κατά την προσεχή εβδομάδα, ενώ οι αρμόδιοι παράγοντες εδήλωσαν ότι η κατάστασις παρακολουθείται στενώς. Κατά τας πληροφορίας εκ της πρωτευούσης, οι εκπρόσωποι των ενδιαφερομένων μερών συνήλθον εις σύσκεψιν, κατά την οποίαν εξητάσθησαν όλα τα εκκρεμή ζητήματα. Ο υπουργός των Εξωτερικών δηλώσας εις τους δημοσιογράφους ότι δεν υφίσταται λόγος ανησυχίας, επρόσθεσεν ότι αι σχέσεις των δύο χωρών εξακολουθούν να είναι φιλικαί και ότι αναμένεται σύντομον αποτέλεσμα των συνομιλιών. Αι υπηρεσίαι εδέχθησαν μεγάλον αριθμόν αιτήσεων, αι οποίαι θα εξετασθούν κατά σειράν προτεραιότητος. xyxy=(3,1005,242,1154)
body-text: Η κυβέρνησις ανεκοίνωσεν χθες ότι αι διαπραγματεύσεις θα συνεχισθούν κατά την προσεχή εβδομάδα, ενώ οι αρμόδιοι παράγοντες εδήλωσαν ότι η κατάστασις παρακολουθείται στενώς. Κατά τας πληροφορίας εκ της πρωτευούσης, οι εκπρόσωποι των ενδιαφερομένων μερών συνήλθον εις σύσκεψιν, κατά την οποίαν εξητάσθησαν όλα τα εκκρεμή ζητήματα. Ο υπουργός των Εξωτερικών δηλώσας εις τους δημοσιογράφους ότι δεν υφίσταται λόγος ανησυχίας, επρόσθεσεν ότι αι σχέσεις των δύο χωρών εξακολουθούν να είναι φιλικαί και ότι αναμένεται σύντομον αποτέλεσμα των συνομιλιών. Αι υπηρεσίαι εδέχθησαν μεγάλον αριθμόν αιτήσεων, αι οποίαι θα εξετασθούν κατά σειράν προτεραιότητος. xyxy=(3,1005,120,1153)
headline-blandford: Η ΜΑΡΚΗΣΙΑ ΤΟΥ ΜΠΛΑΝΤΦΟΡΝΤ ΕΖΗΤΗΣΕ ΔΙΑΖΥΓΙΟΝ xyxy=(252,241,354,267)
body-text: Η κυβέρνησις ανεκοίνωσεν χθες ότι αι διαπραγματεύσεις θα συνεχισθούν κατά την προσεχή εβδομάδα, ενώ οι αρμόδιοι παράγοντες εδήλωσαν ότι η κατάστασις παρακολουθείται στενώς. Κατά τας πληροφορίας εκ της πρωτευούσης, οι εκπρόσωποι των ενδιαφερομένων μερών συνήλθον εις σύσκεψιν, κατά την οποίαν εξητάσθησαν όλα τα εκκρεμή ζητήματα. Ο υπουργός των Εξωτερικών δηλώσας εις τους δημοσιογράφους ότι δεν υφίσταται λόγος ανησυχίας, επρόσθεσεν ότι αι σχέσεις των δύο χωρών εξακολουθούν να είναι φιλικαί και ότι αναμένεται σύντομον αποτέλεσμα των συνομιλιών. Αι υπηρεσίαι εδέχθησαν μεγάλον αριθμόν αιτήσεων, αι οποίαι θα εξετασθούν κατά σειράν προτεραιότητος. xyxy=(3,826,120,975)
body-text: Η κυβέρνησις ανεκοίνωσεν χθες ότι αι διαπραγματεύσεις θα συνεχισθούν κατά την προσεχή εβδομάδα, ενώ οι αρμόδιοι παράγοντες εδήλωσαν ότι η κατάστασις παρακολουθείται στενώς. Κατά τας πληροφορίας εκ της πρωτευούσης, οι εκπρόσωποι των ενδιαφερομένων μερών συνήλθον εις σύσκεψιν, κατά την οποίαν εξητάσθησαν όλα τα εκκρεμή ζητήματα. Ο υπουργός των Εξωτερικών δηλώσας εις τους δημοσιογράφους ότι δεν υφίσταται λόγος ανησυχίας, επρόσθεσεν ότι αι σχέσεις των δύο χωρών εξακολουθούν να είναι φιλικαί και ότι αναμένεται σύντομον αποτέλεσμα των συνομιλιών. Αι υπηρεσίαι εδέχθησαν μεγάλον αριθμόν αιτήσεων, αι οποίαι θα εξετασθούν κατά σειράν προτεραιότητος. xyxy=(126,1489,242,1630)
body-text: Η κυβέρνησις ανεκοίνωσεν χθες ότι αι διαπραγματεύσεις θα συνεχισθούν κατά την προσεχή εβδομάδα, ενώ οι αρμόδιοι παράγοντες εδήλωσαν ότι η κατάστασις παρακολουθείται στενώς. Κατά τας πληροφορίας εκ της πρωτευούσης, οι εκπρόσωποι των ενδιαφερομένων μερών συνήλθον εις σύσκεψιν, κατά την οποίαν εξητάσθησαν όλα τα εκκρεμή ζητήματα. Ο υπουργός των Εξωτερικών δηλώσας εις τους δημοσιογράφους ότι δεν υφίσταται λόγος ανησυχίας, επρόσθεσεν ότι αι σχέσεις των δύο χωρών εξακολουθούν να είναι φιλικαί και ότι αναμένεται σύντομον αποτέλεσμα των συνομιλιών. Αι υπηρεσίαι εδέχθησαν μεγάλον αριθμόν αιτήσεων, αι οποίαι θα εξετασθούν κατά σειράν προτεραιότητος. xyxy=(692,440,796,610)
body-text: Η κυβέρνησις ανεκοίνωσεν χθες ότι αι διαπραγματεύσεις θα συνεχισθούν κατά την προσεχή εβδομάδα, ενώ οι αρμόδιοι παράγοντες εδήλωσαν ότι η κατάστασις παρακολουθείται στενώς. Κατά τας πληροφορίας εκ της πρωτευούσης, οι εκπρόσωποι των ενδιαφερομένων μερών συνήλθον εις σύσκεψιν, κατά την οποίαν εξητάσθησαν όλα τα εκκρεμή ζητήματα. Ο υπουργός των Εξωτερικών δηλώσας εις τους δημοσιογράφους ότι δεν υφίσταται λόγος ανησυχίας, επρόσθεσεν ότι αι σχέσεις των δύο χωρών εξακολουθούν να είναι φιλικαί και ότι αναμένεται σύντομον αποτέλεσμα των συνομιλιών. Αι υπηρεσίαι εδέχθησαν μεγάλον αριθμόν αιτήσεων, αι οποίαι θα εξετασθούν κατά σειράν προτεραιότητος. xyxy=(3,1335,120,1477)
body-text: Η κυβέρνησις ανεκοίνωσεν χθες ότι αι διαπραγματεύσεις θα συνεχισθούν κατά την προσεχή εβδομάδα, ενώ οι αρμόδιοι παράγοντες εδήλωσαν ότι η κατάστασις παρακολουθείται στενώς. Κατά τας πληροφορίας εκ της πρωτευούσης, οι εκπρόσωποι των ενδιαφερομένων μερών συνήλθον εις σύσκεψιν, κατά την οποίαν εξητάσθησαν όλα τα εκκρεμή ζητήματα. Ο υπουργός των Εξωτερικών δηλώσας εις τους δημοσιογράφους ότι δεν υφίσταται λόγος ανησυχίας, επρόσθεσεν ότι αι σχέσεις των δύο χωρών εξακολουθούν να είναι φιλικαί και ότι αναμένεται σύντομον αποτέλεσμα των συνομιλιών. Αι υπηρεσίαι εδέχθησαν μεγάλον αριθμόν αιτήσεων, αι οποίαι θα εξετασθούν κατά σειράν προτεραιότητος. xyxy=(253,1156,353,1340)
article-body: ΚΟΛΟΜΒΟ, 20 (Ασσ. Πρές). Η κυβέρνησις ανεκοίνωσεν χθες ότι αι διαπραγματεύσεις θα συνεχισθούν κατά την προσεχή εβδομάδα, ενώ οι αρμόδιοι παράγοντες εδήλωσαν ότι η κατάστασις παρακολουθείται στενώς. Κατά τας πληροφορίας εκ της πρωτευούσης, οι εκπρόσωποι των ενδιαφερομένων μερών συνήλθον εις σύσκεψιν, κατά την οποίαν εξητάσθησαν όλα τα εκκρεμή ζητήματα. Ο υπουργός των Εξωτερικών δηλώσας εις τους δημοσιογράφους ότι δεν υφίσταται λόγος ανησυχίας, επρόσθεσεν ότι αι σχέσεις των δύο χωρών εξακολουθούν να είναι φιλικαί και ότι αναμένεται σύντομον αποτέλεσμα των συνομιλιών. Αι υπηρεσίαι εδέχθησαν μεγάλον αριθμόν αιτήσεων, αι οποίαι θα εξετασθούν κατά σειράν προτεραιότητος. ΤΑ ΑΜΕΡΙΚΑΝΙΚΑ ΠΟΛΕΜΙΚΑ ΣΑΝ ΝΤΙΕΓΚΟ, 20 (Ασσ. Πρές). Η κυβέρνησις ανεκοίνωσεν χθες ότι αι διαπραγματεύσεις θα συνεχισθούν κατά την προσεχή εβδομάδα, ενώ οι αρμόδιοι παράγοντες εδήλωσαν ότι η κατάστασις παρακολουθείται στενώς. Κατά τας πληροφορίας εκ της πρωτευούσης, οι εκπρόσωποι των ενδιαφερομένων μερών συνήλθον εις σύσκεψιν, κατά την οποίαν εξητάσθησαν όλα τα εκκρεμή ζητήματα. Ο υπουργός των Εξωτερικών δηλώσας εις τους δημοσιογράφους ότι δεν υφίσταται λόγος ανησυχίας, επρόσθεσεν ότι αι σχέσεις των δύο χωρών εξακολουθούν να είναι φιλικαί και ότι αναμένεται σύντομον αποτέλεσμα των συνομιλιών. Αι υπηρεσίαι εδέχθησαν μεγάλον αριθμόν αιτήσεων, αι οποίαι θα εξετασθούν κατά σειράν προτεραιότητος. ΡΩΣΣΙΚΑ ΟΠΛΑ ΚΟΛΟΜΒΟ, 20 (Ηνωμ. Τύπος). Η κυβέρνησις ανεκοίνωσεν χθες ότι αι διαπραγματεύσεις θα συνεχισθούν κατά την προσεχή εβδομάδα, ενώ οι αρμόδιοι παράγοντες εδήλωσαν ότι η κατάστασις παρακολουθείται στενώς. Κατά τας πληροφορίας εκ της πρωτευούσης, οι εκπρόσωποι των ενδιαφερομένων μερών συνήλθον εις σύσκεψιν, κατά την οποίαν εξητάσθησαν όλα τα εκκρεμή ζητήματα. Ο υπουργός των Εξωτερικών δηλώσας εις τους δημοσιογράφους ότι δεν υφίσταται λόγος ανησυχίας, επρόσθεσεν ότι αι σχέσεις των δύο χωρών εξακολουθούν να είναι φιλικαί και ότι αναμένεται σύντομον αποτέλεσμα των συνομιλιών. Αι υπηρεσίαι εδέχθησαν μεγάλον αριθμόν αιτήσεων, αι οποίαι θα εξετασθούν κατά σειράν προτεραιότητος. ΑΠΕΛΑΣΙΣ ΔΗΜΟΣΙΟΓΡΑΦΟΥ Η κυβέρνησις ανεκοίνωσεν χθες ότι αι διαπραγματεύσεις θα συνεχισθούν κατά την προσεχή εβδομάδα, ενώ οι αρμόδιοι παράγοντες εδήλωσαν ότι η κατάστασις παρακολουθείται στενώς. Κατά τας πληροφορίας εκ της πρωτευούσης, οι εκπρόσωποι των ενδιαφερομένων μερών συνήλθον εις σύσκεψιν, κατά την οποίαν εξητάσθησαν όλα τα εκκρεμή ζητήματα. Ο υπουργός των Εξωτερικών δηλώσας εις τους δημοσιογράφους ότι δεν υφίσταται λόγος ανησυχίας, επρόσθεσεν ότι αι σχέσεις των δύο χωρών εξακολουθούν να είναι φιλικαί και ότι αναμένεται σύντομον αποτέλεσμα των συνομιλιών. Αι υπηρεσίαι εδέχθησαν μεγάλον αριθμόν αιτήσεων, αι οποίαι θα εξετασθούν κατά σειράν προτεραιότητος. xyxy=(692,1042,906,1399)
body-text: Η κυβέρνησις ανεκοίνωσεν χθες ότι αι διαπραγματεύσεις θα συνεχισθούν κατά την προσεχή εβδομάδα, ενώ οι αρμόδιοι παράγοντες εδήλωσαν ότι η κατάστασις παρακολουθείται στενώς. Κατά τας πληροφορίας εκ της πρωτευούσης, οι εκπρόσωποι των ενδιαφερομένων μερών συνήλθον εις σύσκεψιν, κατά την οποίαν εξητάσθησαν όλα τα εκκρεμή ζητήματα. Ο υπουργός των Εξωτερικών δηλώσας εις τους δημοσιογράφους ότι δεν υφίσταται λόγος ανησυχίας, επρόσθεσεν ότι αι σχέσεις των δύο χωρών εξακολουθούν να είναι φιλικαί και ότι αναμένεται σύντομον αποτέλεσμα των συνομιλιών. Αι υπηρεσίαι εδέχθησαν μεγάλον αριθμόν αιτήσεων, αι οποίαι θα εξετασθούν κατά σειράν προτεραιότητος. xyxy=(253,723,353,900)
headline-italy-strikes: Απεργίαι και διαιότητες συγκλονίζουν πάλιν ολόκληρον την Ιταλίαν xyxy=(360,1387,549,1523)
column-rule xyxy=(687,0,688,1336)
divider xyxy=(2,979,243,982)
headline-bomb-bank: ΕΚΡΗΞΙΣ ΒΟΜΒΑΣ ΕΙΣ ΑΜΕΡΙΚΑΝΙΚΗΝ ΤΡΑΠΕΖΑΝ xyxy=(252,697,354,714)
article-body: ΟΥΑΣΙΓΚΤΩΝ, 20 (Ηνωμ. Υπηρ.) Η κυβέρνησις ανεκοίνωσεν χθες ότι αι διαπραγματεύσεις θα συνεχισθούν κατά την προσεχή εβδομάδα, ενώ οι αρμόδιοι παράγοντες εδήλωσαν ότι η κατάστασις παρακολουθείται στενώς. Κατά τας πληροφορίας εκ της πρωτευούσης, οι εκπρόσωποι των ενδιαφερομένων μερών συνήλθον εις σύσκεψιν, κατά την οποίαν εξητάσθησαν όλα τα εκκρεμή ζητήματα. Ο υπουργός των Εξωτερικών δηλώσας εις τους δημοσιογράφους ότι δεν υφίσταται λόγος ανησυχίας, επρόσθεσεν ότι αι σχέσεις των δύο χωρών εξακολουθούν να είναι φιλικαί και ότι αναμένεται σύντομον αποτέλεσμα των συνομιλιών. Αι υπηρεσίαι εδέχθησαν μεγάλον αριθμόν αιτήσεων, αι οποίαι θα εξετασθούν κατά σειράν προτεραιότητος. Η κυβέρνησις ανεκοίνωσεν χθες ότι αι διαπραγματεύσεις θα συνεχισθούν κατά την προσεχή εβδομάδα, ενώ οι αρμόδιοι παράγοντες εδήλωσαν ότι η κατάστασις παρακολουθείται στενώς. Κατά τας πληροφορίας εκ της πρωτευούσης, οι εκπρόσωποι των ενδιαφερομένων μερών συνήλθον εις σύσκεψιν, κατά την οποίαν εξητάσθησαν όλα τα εκκρεμή ζητήματα. Ο υπουργός των Εξωτερικών δηλώσας εις τους δημοσιογράφους ότι δεν υφίσταται λόγος ανησυχίας, επρόσθεσεν ότι αι σχέσεις των δύο χωρών εξακολουθούν να είναι φιλικαί και ότι αναμένεται σύντομον αποτέλεσμα των συνομιλιών. Αι υπηρεσίαι εδέχθησαν μεγάλον αριθμόν αιτήσεων, αι οποίαι θα εξετασθούν κατά σειράν προτεραιότητος. Η κυβέρνησις ανεκοίνωσεν χθες ότι αι διαπραγματεύσεις θα συνεχισθούν κατά την προσεχή εβδομάδα, ενώ οι αρμόδιοι παράγοντες εδήλωσαν ότι η κατάστασις παρακολουθείται στενώς. Κατά τας πληροφορίας εκ της πρωτευούσης, οι εκπρόσωποι των ενδιαφερομένων μερών συνήλθον εις σύσκεψιν, κατά την οποίαν εξητάσθησαν όλα τα εκκρεμή ζητήματα. Ο υπουργός των Εξωτερικών δηλώσας εις τους δημοσιογράφους ότι δεν υφίσταται λόγος ανησυχίας, επρόσθεσεν ότι αι σχέσεις των δύο χωρών εξακολουθούν να είναι φιλικαί και ότι αναμένεται σύντομον αποτέλεσμα των συνομιλιών. Αι υπηρεσίαι εδέχθησαν μεγάλον αριθμόν αιτήσεων, αι οποίαι θα εξετασθούν κατά σειράν προτεραιότητος. Η κυβέρνησις ανεκοίνωσεν χθες ότι αι διαπραγματεύσεις θα συνεχισθούν κατά την προσεχή εβδομάδα, ενώ οι αρμόδιοι παράγοντες εδήλωσαν ότι η κατάστασις παρακολουθείται στενώς. Κατά τας πληροφορίας εκ της πρωτευούσης, οι εκπρόσωποι των ενδιαφερομένων μερών συνήλθον εις σύσκεψιν, κατά την οποίαν εξητάσθησαν όλα τα εκκρεμή ζητήματα. Ο υπουργός των Εξωτερικών δηλώσας εις τους δημοσιογράφους ότι δεν υφίσταται λόγος ανησυχίας, επρόσθεσεν ότι αι σχέσεις των δύο χωρών εξακολουθούν να είναι φιλικαί και ότι αναμένεται σύντομον αποτέλεσμα των συνομιλιών. Αι υπηρεσίαι εδέχθησαν μεγάλον αριθμόν αιτήσεων, αι οποίαι θα εξετασθούν κατά σειράν προτεραιότητος. Η ΕΠΑΓΩΓΗ ΧΑΛΚΟΥ ΟΥΑΣΙΓΚΤΩΝ, 20 (Ηνωμ. Τύπος). Η κυβέρνησις ανεκοίνωσεν χθες ότι αι διαπραγματεύσεις θα συνεχισθούν κατά την προσεχή εβδομάδα, ενώ οι αρμόδιοι παράγοντες εδήλωσαν ότι η κατάστασις παρακολουθείται στενώς. Κατά τας πληροφορίας εκ της πρωτευούσης, οι εκπρόσωποι των ενδιαφερομένων μερών συνήλθον εις σύσκεψιν, κατά την οποίαν εξητάσθησαν όλα τα εκκρεμή ζητήματα. Ο υπουργός των Εξωτερικών δηλώσας εις τους δημοσιογράφους ότι δεν υφίσταται λόγος ανησυχίας, επρόσθεσεν ότι αι σχέσεις των δύο χωρών εξακολουθούν να είναι φιλικαί και ότι αναμένεται σύντομον αποτέλεσμα των συνομιλιών. Αι υπηρεσίαι εδέχθησαν μεγάλον αριθμόν αιτήσεων, αι οποίαι θα εξετασθούν κατά σειράν προτεραιότητος. xyxy=(3,421,242,797)
article-body: ΝΕΑ ΥΟΡΚΗ, 20 (Ρώυτερ). Η κυβέρνησις ανεκοίνωσεν χθες ότι αι διαπραγματεύσεις θα συνεχισθούν κατά την προσεχή εβδομάδα, ενώ οι αρμόδιοι παράγοντες εδήλωσαν ότι η κατάστασις παρακολουθείται στενώς. Κατά τας πληροφορίας εκ της πρωτευούσης, οι εκπρόσωποι των ενδιαφερομένων μερών συνήλθον εις σύσκεψιν, κατά την οποίαν εξητάσθησαν όλα τα εκκρεμή ζητήματα. Ο υπουργός των Εξωτερικών δηλώσας εις τους δημοσιογράφους ότι δεν υφίσταται λόγος ανησυχίας, επρόσθεσεν ότι αι σχέσεις των δύο χωρών εξακολουθούν να είναι φιλικαί και ότι αναμένεται σύντομον αποτέλεσμα των συνομιλιών. Αι υπηρεσίαι εδέχθησαν μεγάλον αριθμόν αιτήσεων, αι οποίαι θα εξετασθούν κατά σειράν προτεραιότητος. ΠΟΛΙΤΙΚΑΙ ΥΠΟΣΧΕΣΕΙΣ ΚΑΪΡΟΝ, 20 (Ρώυτερ). Η κυβέρνησις ανεκοίνωσεν χθες ότι αι διαπραγματεύσεις θα συνεχισθούν κατά την προσεχή εβδομάδα, ενώ οι αρμόδιοι παράγοντες εδήλωσαν ότι η κατάστασις παρακολουθείται στενώς. Κατά τας πληροφορίας εκ της πρωτευούσης, οι εκπρόσωποι των ενδιαφερομένων μερών συνήλθον εις σύσκεψιν, κατά την οποίαν εξητάσθησαν όλα τα εκκρεμή ζητήματα. Ο υπουργός των Εξωτερικών δηλώσας εις τους δημοσιογράφους ότι δεν υφίσταται λόγος ανησυχίας, επρόσθεσεν ότι αι σχέσεις των δύο χωρών εξακολουθούν να είναι φιλικαί και ότι αναμένεται σύντομον αποτέλεσμα των συνομιλιών. Αι υπηρεσίαι εδέχθησαν μεγάλον αριθμόν αιτήσεων, αι οποίαι θα εξετασθούν κατά σειράν προτεραιότητος. xyxy=(361,1246,684,1374)
body-text: Η κυβέρνησις ανεκοίνωσεν χθες ότι αι διαπραγματεύσεις θα συνεχισθούν κατά την προσεχή εβδομάδα, ενώ οι αρμόδιοι παράγοντες εδήλωσαν ότι η κατάστασις παρακολουθείται στενώς. Κατά τας πληροφορίας εκ της πρωτευούσης, οι εκπρόσωποι των ενδιαφερομένων μερών συνήλθον εις σύσκεψιν, κατά την οποίαν εξητάσθησαν όλα τα εκκρεμή ζητήματα. Ο υπουργός των Εξωτερικών δηλώσας εις τους δημοσιογράφους ότι δεν υφίσταται λόγος ανησυχίας, επρόσθεσεν ότι αι σχέσεις των δύο χωρών εξακολουθούν να είναι φιλικαί και ότι αναμένεται σύντομον αποτέλεσμα των συνομιλιών. Αι υπηρεσίαι εδέχθησαν μεγάλον αριθμόν αιτήσεων, αι οποίαι θα εξετασθούν κατά σειράν προτεραιότητος. xyxy=(802,847,906,1010)
body-text: Η κυβέρνησις ανεκοίνωσεν χθες ότι αι διαπραγματεύσεις θα συνεχισθούν κατά την προσεχή εβδομάδα, ενώ οι αρμόδιοι παράγοντες εδήλωσαν ότι η κατάστασις παρακολουθείται στενώς. Κατά τας πληροφορίας εκ της πρωτευούσης, οι εκπρόσωποι των ενδιαφερομένων μερών συνήλθον εις σύσκεψιν, κατά την οποίαν εξητάσθησαν όλα τα εκκρεμή ζητήματα. Ο υπουργός των Εξωτερικών δηλώσας εις τους δημοσιογράφους ότι δεν υφίσταται λόγος ανησυχίας, επρόσθεσεν ότι αι σχέσεις των δύο χωρών εξακολουθούν να είναι φιλικαί και ότι αναμένεται σύντομον αποτέλεσμα των συνομιλιών. Αι υπηρεσίαι εδέχθησαν μεγάλον αριθμόν αιτήσεων, αι οποίαι θα εξετασθούν κατά σειράν προτεραιότητος. xyxy=(802,239,906,401)
body-text: Η κυβέρνησις ανεκοίνωσεν χθες ότι αι διαπραγματεύσεις θα συνεχισθούν κατά την προσεχή εβδομάδα, ενώ οι αρμόδιοι παράγοντες εδήλωσαν ότι η κατάστασις παρακολουθείται στενώς. Κατά τας πληροφορίας εκ της πρωτευούσης, οι εκπρόσωποι των ενδιαφερομένων μερών συνήλθον εις σύσκεψιν, κατά την οποίαν εξητάσθησαν όλα τα εκκρεμή ζητήματα. Ο υπουργός των Εξωτερικών δηλώσας εις τους δημοσιογράφους ότι δεν υφίσταται λόγος ανησυχίας, επρόσθεσεν ότι αι σχέσεις των δύο χωρών εξακολουθούν να είναι φιλικαί και ότι αναμένεται σύντομον αποτέλεσμα των συνομιλιών. Αι υπηρεσίαι εδέχθησαν μεγάλον αριθμόν αιτήσεων, αι οποίαι θα εξετασθούν κατά σειράν προτεραιότητος. xyxy=(692,1042,796,1212)
article-body: ΠΑΡΙΣΙΟΙ, 20 (Ρώυτερ). Η κυβέρνησις ανεκοίνωσεν χθες ότι αι διαπραγματεύσεις θα συνεχισθούν κατά την προσεχή εβδομάδα, ενώ οι αρμόδιοι παράγοντες εδήλωσαν ότι η κατάστασις παρακολουθείται στενώς. Κατά τας πληροφορίας εκ της πρωτευούσης, οι εκπρόσωποι των ενδιαφερομένων μερών συνήλθον εις σύσκεψιν, κατά την οποίαν εξητάσθησαν όλα τα εκκρεμή ζητήματα. Ο υπουργός των Εξωτερικών δηλώσας εις τους δημοσιογράφους ότι δεν υφίσταται λόγος ανησυχίας, επρόσθεσεν ότι αι σχέσεις των δύο χωρών εξακολουθούν να είναι φιλικαί και ότι αναμένεται σύντομον αποτέλεσμα των συνομιλιών. Αι υπηρεσίαι εδέχθησαν μεγάλον αριθμόν αιτήσεων, αι οποίαι θα εξετασθούν κατά σειράν προτεραιότητος. xyxy=(253,278,353,462)
italy-section xyxy=(358,1383,687,1957)
headline-us-protests: ΩΡΓΑΝΩΘΗΣΑΝ ΕΙΣ ΑΜΕΡΙΚΗΝ ΜΕΓΑΛΑΙ ΣΥΓΚΕΝΤΡΩΣΕΙΣ ΕΝΑΝΤΙΟΝ ΤΟΥ ΠΟΛΕΜΟΥ xyxy=(377,3,669,65)
article-body: ΝΕΑ ΥΟΡΚΗ, 20 (Ηνωμ. Τύπος). Η κυβέρνησις ανεκοίνωσεν χθες ότι αι διαπραγματεύσεις θα συνεχισθούν κατά την προσεχή εβδομάδα, ενώ οι αρμόδιοι παράγοντες εδήλωσαν ότι η κατάστασις παρακολουθείται στενώς. Κατά τας πληροφορίας εκ της πρωτευούσης, οι εκπρόσωποι των ενδιαφερομένων μερών συνήλθον εις σύσκεψιν, κατά την οποίαν εξητάσθησαν όλα τα εκκρεμή ζητήματα. Ο υπουργός των Εξωτερικών δηλώσας εις τους δημοσιογράφους ότι δεν υφίσταται λόγος ανησυχίας, επρόσθεσεν ότι αι σχέσεις των δύο χωρών εξακολουθούν να είναι φιλικαί και ότι αναμένεται σύντομον αποτέλεσμα των συνομιλιών. Αι υπηρεσίαι εδέχθησαν μεγάλον αριθμόν αιτήσεων, αι οποίαι θα εξετασθούν κατά σειράν προτεραιότητος. xyxy=(253,1782,353,1974)
body-text: Η κυβέρνησις ανεκοίνωσεν χθες ότι αι διαπραγματεύσεις θα συνεχισθούν κατά την προσεχή εβδομάδα, ενώ οι αρμόδιοι παράγοντες εδήλωσαν ότι η κατάστασις παρακολουθείται στενώς. Κατά τας πληροφορίας εκ της πρωτευούσης, οι εκπρόσωποι των ενδιαφερομένων μερών συνήλθον εις σύσκεψιν, κατά την οποίαν εξητάσθησαν όλα τα εκκρεμή ζητήματα. Ο υπουργός των Εξωτερικών δηλώσας εις τους δημοσιογράφους ότι δεν υφίσταται λόγος ανησυχίας, επρόσθεσεν ότι αι σχέσεις των δύο χωρών εξακολουθούν να είναι φιλικαί και ότι αναμένεται σύντομον αποτέλεσμα των συνομιλιών. Αι υπηρεσίαι εδέχθησαν μεγάλον αριθμόν αιτήσεων, αι οποίαι θα εξετασθούν κατά σειράν προτεραιότητος. xyxy=(361,942,439,1176)
subhead-italy: Απεργούν 700.000 σιδηροδρομικοί και ταχυδρομικοί.- Εκρήξεις βομ- βών.- Διαδηλώσεις, συγκρούσεις xyxy=(360,1527,549,1564)
body-text: Η κυβέρνησις ανεκοίνωσεν χθες ότι αι διαπραγματεύσεις θα συνεχισθούν κατά την προσεχή εβδομάδα, ενώ οι αρμόδιοι παράγοντες εδήλωσαν ότι η κατάστασις παρακολουθείται στενώς. Κατά τας πληροφορίας εκ της πρωτευούσης, οι εκπρόσωποι των ενδιαφερομένων μερών συνήλθον εις σύσκεψιν, κατά την οποίαν εξητάσθησαν όλα τα εκκρεμή ζητήματα. Ο υπουργός των Εξωτερικών δηλώσας εις τους δημοσιογράφους ότι δεν υφίσταται λόγος ανησυχίας, επρόσθεσεν ότι αι σχέσεις των δύο χωρών εξακολουθούν να είναι φιλικαί και ότι αναμένεται σύντομον αποτέλεσμα των συνομιλιών. Αι υπηρεσίαι εδέχθησαν μεγάλον αριθμόν αιτήσεων, αι οποίαι θα εξετασθούν κατά σειράν προτεραιότητος. xyxy=(253,2001,353,2185)
body-text: Η κυβέρνησις ανεκοίνωσεν χθες ότι αι διαπραγματεύσεις θα συνεχισθούν κατά την προσεχή εβδομάδα, ενώ οι αρμόδιοι παράγοντες εδήλωσαν ότι η κατάστασις παρακολουθείται στενώς. Κατά τας πληροφορίας εκ της πρωτευούσης, οι εκπρόσωποι των ενδιαφερομένων μερών συνήλθον εις σύσκεψιν, κατά την οποίαν εξητάσθησαν όλα τα εκκρεμή ζητήματα. Ο υπουργός των Εξωτερικών δηλώσας εις τους δημοσιογράφους ότι δεν υφίσταται λόγος ανησυχίας, επρόσθεσεν ότι αι σχέσεις των δύο χωρών εξακολουθούν να είναι φιλικαί και ότι αναμένεται σύντομον αποτέλεσμα των συνομιλιών. Αι υπηρεσίαι εδέχθησαν μεγάλον αριθμόν αιτήσεων, αι οποίαι θα εξετασθούν κατά σειράν προτεραιότητος. xyxy=(692,1232,796,1394)
body-text: Η κυβέρνησις ανεκοίνωσεν χθες ότι αι διαπραγματεύσεις θα συνεχισθούν κατά την προσεχή εβδομάδα, ενώ οι αρμόδιοι παράγοντες εδήλωσαν ότι η κατάστασις παρακολουθείται στενώς. Κατά τας πληροφορίας εκ της πρωτευούσης, οι εκπρόσωποι των ενδιαφερομένων μερών συνήλθον εις σύσκεψιν, κατά την οποίαν εξητάσθησαν όλα τα εκκρεμή ζητήματα. Ο υπουργός των Εξωτερικών δηλώσας εις τους δημοσιογράφους ότι δεν υφίσταται λόγος ανησυχίας, επρόσθεσεν ότι αι σχέσεις των δύο χωρών εξακολουθούν να είναι φιλικαί και ότι αναμένεται σύντομον αποτέλεσμα των συνομιλιών. Αι υπηρεσίαι εδέχθησαν μεγάλον αριθμόν αιτήσεων, αι οποίαι θα εξετασθούν κατά σειράν προτεραιότητος. xyxy=(126,489,242,630)
body-text: Η κυβέρνησις ανεκοίνωσεν χθες ότι αι διαπραγματεύσεις θα συνεχισθούν κατά την προσεχή εβδομάδα, ενώ οι αρμόδιοι παράγοντες εδήλωσαν ότι η κατάστασις παρακολουθείται στενώς. Κατά τας πληροφορίας εκ της πρωτευούσης, οι εκπρόσωποι των ενδιαφερομένων μερών συνήλθον εις σύσκεψιν, κατά την οποίαν εξητάσθησαν όλα τα εκκρεμή ζητήματα. Ο υπουργός των Εξωτερικών δηλώσας εις τους δημοσιογράφους ότι δεν υφίσταται λόγος ανησυχίας, επρόσθεσεν ότι αι σχέσεις των δύο χωρών εξακολουθούν να είναι φιλικαί και ότι αναμένεται σύντομον αποτέλεσμα των συνομιλιών. Αι υπηρεσίαι εδέχθησαν μεγάλον αριθμόν αιτήσεων, αι οποίαι θα εξετασθούν κατά σειράν προτεραιότητος. xyxy=(443,157,520,398)
body-text: Η κυβέρνησις ανεκοίνωσεν χθες ότι αι διαπραγματεύσεις θα συνεχισθούν κατά την προσεχή εβδομάδα, ενώ οι αρμόδιοι παράγοντες εδήλωσαν ότι η κατάστασις παρακολουθείται στενώς. Κατά τας πληροφορίας εκ της πρωτευούσης, οι εκπρόσωποι των ενδιαφερομένων μερών συνήλθον εις σύσκεψιν, κατά την οποίαν εξητάσθησαν όλα τα εκκρεμή ζητήματα. Ο υπουργός των Εξωτερικών δηλώσας εις τους δημοσιογράφους ότι δεν υφίσταται λόγος ανησυχίας, επρόσθεσεν ότι αι σχέσεις των δύο χωρών εξακολουθούν να είναι φιλικαί και ότι αναμένεται σύντομον αποτέλεσμα των συνομιλιών. Αι υπηρεσίαι εδέχθησαν μεγάλον αριθμόν αιτήσεων, αι οποίαι θα εξετασθούν κατά σειράν προτεραιότητος. xyxy=(607,307,684,541)
body-text: Η κυβέρνησις ανεκοίνωσεν χθες ότι αι διαπραγματεύσεις θα συνεχισθούν κατά την προσεχή εβδομάδα, ενώ οι αρμόδιοι παράγοντες εδήλωσαν ότι η κατάστασις παρακολουθείται στενώς. Κατά τας πληροφορίας εκ της πρωτευούσης, οι εκπρόσωποι των ενδιαφερομένων μερών συνήλθον εις σύσκεψιν, κατά την οποίαν εξητάσθησαν όλα τα εκκρεμή ζητήματα. Ο υπουργός των Εξωτερικών δηλώσας εις τους δημοσιογράφους ότι δεν υφίσταται λόγος ανησυχίας, επρόσθεσεν ότι αι σχέσεις των δύο χωρών εξακολουθούν να είναι φιλικαί και ότι αναμένεται σύντομον αποτέλεσμα των συνομιλιών. Αι υπηρεσίαι εδέχθησαν μεγάλον αριθμόν αιτήσεων, αι οποίαι θα εξετασθούν κατά σειράν προτεραιότητος. xyxy=(253,505,353,689)
body-text: Η κυβέρνησις ανεκοίνωσεν χθες ότι αι διαπραγματεύσεις θα συνεχισθούν κατά την προσεχή εβδομάδα, ενώ οι αρμόδιοι παράγοντες εδήλωσαν ότι η κατάστασις παρακολουθείται στενώς. Κατά τας πληροφορίας εκ της πρωτευούσης, οι εκπρόσωποι των ενδιαφερομένων μερών συνήλθον εις σύσκεψιν, κατά την οποίαν εξητάσθησαν όλα τα εκκρεμή ζητήματα. Ο υπουργός των Εξωτερικών δηλώσας εις τους δημοσιογράφους ότι δεν υφίσταται λόγος ανησυχίας, επρόσθεσεν ότι αι σχέσεις των δύο χωρών εξακολουθούν να είναι φιλικαί και ότι αναμένεται σύντομον αποτέλεσμα των συνομιλιών. Αι υπηρεσίαι εδέχθησαν μεγάλον αριθμόν αιτήσεων, αι οποίαι θα εξετασθούν κατά σειράν προτεραιότητος. xyxy=(126,826,242,968)
body-text: Η κυβέρνησις ανεκοίνωσεν χθες ότι αι διαπραγματεύσεις θα συνεχισθούν κατά την προσεχή εβδομάδα, ενώ οι αρμόδιοι παράγοντες εδήλωσαν ότι η κατάστασις παρακολουθείται στενώς. Κατά τας πληροφορίας εκ της πρωτευούσης, οι εκπρόσωποι των ενδιαφερομένων μερών συνήλθον εις σύσκεψιν, κατά την οποίαν εξητάσθησαν όλα τα εκκρεμή ζητήματα. Ο υπουργός των Εξωτερικών δηλώσας εις τους δημοσιογράφους ότι δεν υφίσταται λόγος ανησυχίας, επρόσθεσεν ότι αι σχέσεις των δύο χωρών εξακολουθούν να είναι φιλικαί και ότι αναμένεται σύντομον αποτέλεσμα των συνομιλιών. Αι υπηρεσίαι εδέχθησαν μεγάλον αριθμόν αιτήσεων, αι οποίαι θα εξετασθούν κατά σειράν προτεραιότητος. xyxy=(802,440,906,603)
body-text: Η κυβέρνησις ανεκοίνωσεν χθες ότι αι διαπραγματεύσεις θα συνεχισθούν κατά την προσεχή εβδομάδα, ενώ οι αρμόδιοι παράγοντες εδήλωσαν ότι η κατάστασις παρακολουθείται στενώς. Κατά τας πληροφορίας εκ της πρωτευούσης, οι εκπρόσωποι των ενδιαφερομένων μερών συνήλθον εις σύσκεψιν, κατά την οποίαν εξητάσθησαν όλα τα εκκρεμή ζητήματα. Ο υπουργός των Εξωτερικών δηλώσας εις τους δημοσιογράφους ότι δεν υφίσταται λόγος ανησυχίας, επρόσθεσεν ότι αι σχέσεις των δύο χωρών εξακολουθούν να είναι φιλικαί και ότι αναμένεται σύντομον αποτέλεσμα των συνομιλιών. Αι υπηρεσίαι εδέχθησαν μεγάλον αριθμόν αιτήσεων, αι οποίαι θα εξετασθούν κατά σειράν προτεραιότητος. xyxy=(253,1571,353,1755)
subhead-riad: Ο Ριάντ επέστρεψεν εκ Μόσχας εις Κάιρον xyxy=(360,900,685,915)
headline-moscow-japan: Η ΜΟΣΧΑ ΜΕΤΕΒΑΛΕ ΣΤΑΣΙΝ ΕΝΑΝΤΙ ΤΗΣ ΙΑΠΩΝΙΑΣ ΜΕΤΑ ΤΗΝ ΒΕΛΤΙΩΣΙΝ ΤΩΝ ΣΧΕΣΕΩΝ ΜΕ ΤΗΝ ΚΙΝΑΝ xyxy=(691,620,907,637)
body-text: Η κυβέρνησις ανεκοίνωσεν χθες ότι αι διαπραγματεύσεις θα συνεχισθούν κατά την προσεχή εβδομάδα, ενώ οι αρμόδιοι παράγοντες εδήλωσαν ότι η κατάστασις παρακολουθείται στενώς. Κατά τας πληροφορίας εκ της πρωτευούσης, οι εκπρόσωποι των ενδιαφερομένων μερών συνήλθον εις σύσκεψιν, κατά την οποίαν εξητάσθησαν όλα τα εκκρεμή ζητήματα. Ο υπουργός των Εξωτερικών δηλώσας εις τους δημοσιογράφους ότι δεν υφίσταται λόγος ανησυχίας, επρόσθεσεν ότι αι σχέσεις των δύο χωρών εξακολουθούν να είναι φιλικαί και ότι αναμένεται σύντομον αποτέλεσμα των συνομιλιών. Αι υπηρεσίαι εδέχθησαν μεγάλον αριθμόν αιτήσεων, αι οποίαι θα εξετασθούν κατά σειράν προτεραιότητος. xyxy=(253,1789,353,1973)
article-body: Η κυβέρνησις ανεκοίνωσεν χθες ότι αι διαπραγματεύσεις θα συνεχισθούν κατά την προσεχή εβδομάδα, ενώ οι αρμόδιοι παράγοντες εδήλωσαν ότι η κατάστασις παρακολουθείται στενώς. Κατά τας πληροφορίας εκ της πρωτευούσης, οι εκπρόσωποι των ενδιαφερομένων μερών συνήλθον εις σύσκεψιν, κατά την οποίαν εξητάσθησαν όλα τα εκκρεμή ζητήματα. Ο υπουργός των Εξωτερικών δηλώσας εις τους δημοσιογράφους ότι δεν υφίσταται λόγος ανησυχίας, επρόσθεσεν ότι αι σχέσεις των δύο χωρών εξακολουθούν να είναι φιλικαί και ότι αναμένεται σύντομον αποτέλεσμα των συνομιλιών. Αι υπηρεσίαι εδέχθησαν μεγάλον αριθμόν αιτήσεων, αι οποίαι θα εξετασθούν κατά σειράν προτεραιότητος. ΧΑΡΑΛΑΜΠΟΝ Π. ΠΑΝΤΑΖΙΔΗΝ Η κυβέρνησις ανεκοίνωσεν χθες ότι αι διαπραγματεύσεις θα συνεχισθούν κατά την προσεχή εβδομάδα, ενώ οι αρμόδιοι παράγοντες εδήλωσαν ότι η κατάστασις παρακολουθείται στενώς. Κατά τας πληροφορίας εκ της πρωτευούσης, οι εκπρόσωποι των ενδιαφερομένων μερών συνήλθον εις σύσκεψιν, κατά την οποίαν εξητάσθησαν όλα τα εκκρεμή ζητήματα. Ο υπουργός των Εξωτερικών δηλώσας εις τους δημοσιογράφους ότι δεν υφίσταται λόγος ανησυχίας, επρόσθεσεν ότι αι σχέσεις των δύο χωρών εξακολουθούν να είναι φιλικαί και ότι αναμένεται σύντομον αποτέλεσμα των συνομιλιών. Αι υπηρεσίαι εδέχθησαν μεγάλον αριθμόν αιτήσεων, αι οποίαι θα εξετασθούν κατά σειράν προτεραιότητος. xyxy=(253,2209,353,2576)
body-text: Η κυβέρνησις ανεκοίνωσεν χθες ότι αι διαπραγματεύσεις θα συνεχισθούν κατά την προσεχή εβδομάδα, ενώ οι αρμόδιοι παράγοντες εδήλωσαν ότι η κατάστασις παρακολουθείται στενώς. Κατά τας πληροφορίας εκ της πρωτευούσης, οι εκπρόσωποι των ενδιαφερομένων μερών συνήλθον εις σύσκεψιν, κατά την οποίαν εξητάσθησαν όλα τα εκκρεμή ζητήματα. Ο υπουργός των Εξωτερικών δηλώσας εις τους δημοσιογράφους ότι δεν υφίσταται λόγος ανησυχίας, επρόσθεσεν ότι αι σχέσεις των δύο χωρών εξακολουθούν να είναι φιλικαί και ότι αναμένεται σύντομον αποτέλεσμα των συνομιλιών. Αι υπηρεσίαι εδέχθησαν μεγάλον αριθμόν αιτήσεων, αι οποίαι θα εξετασθούν κατά σειράν προτεραιότητος. xyxy=(3,150,242,380)
article-body: ΤΟΚΙΟΝ, 20 (Ασσ. Πρές). Η κυβέρνησις ανεκοίνωσεν χθες ότι αι διαπραγματεύσεις θα συνεχισθούν κατά την προσεχή εβδομάδα, ενώ οι αρμόδιοι παράγοντες εδήλωσαν ότι η κατάστασις παρακολουθείται στενώς. Κατά τας πληροφορίας εκ της πρωτευούσης, οι εκπρόσωποι των ενδιαφερομένων μερών συνήλθον εις σύσκεψιν, κατά την οποίαν εξητάσθησαν όλα τα εκκρεμή ζητήματα. Ο υπουργός των Εξωτερικών δηλώσας εις τους δημοσιογράφους ότι δεν υφίσταται λόγος ανησυχίας, επρόσθεσεν ότι αι σχέσεις των δύο χωρών εξακολουθούν να είναι φιλικαί και ότι αναμένεται σύντομον αποτέλεσμα των συνομιλιών. Αι υπηρεσίαι εδέχθησαν μεγάλον αριθμόν αιτήσεων, αι οποίαι θα εξετασθούν κατά σειράν προτεραιότητος. Η κυβέρνησις ανεκοίνωσεν χθες ότι αι διαπραγματεύσεις θα συνεχισθούν κατά την προσεχή εβδομάδα, ενώ οι αρμόδιοι παράγοντες εδήλωσαν ότι η κατάστασις παρακολουθείται στενώς. Κατά τας πληροφορίας εκ της πρωτευούσης, οι εκπρόσωποι των ενδιαφερομένων μερών συνήλθον εις σύσκεψιν, κατά την οποίαν εξητάσθησαν όλα τα εκκρεμή ζητήματα. Ο υπουργός των Εξωτερικών δηλώσας εις τους δημοσιογράφους ότι δεν υφίσταται λόγος ανησυχίας, επρόσθεσεν ότι αι σχέσεις των δύο χωρών εξακολουθούν να είναι φιλικαί και ότι αναμένεται σύντομον αποτέλεσμα των συνομιλιών. Αι υπηρεσίαι εδέχθησαν μεγάλον αριθμόν αιτήσεων, αι οποίαι θα εξετασθούν κατά σειράν προτεραιότητος. xyxy=(692,639,906,810)
headline-uganda: Η ΟΥΓΚΑΝΤΑ ΔΙΑΜΑΡΤΥΡΕΤΑΙ ΠΡΟΣ ΤΟ ΣΟΥΔΑΝ ΔΙΑ ΤΗΝ ΕΙΣΟΔΟΝ ΑΝΤΑΡΤΩΝ ΕΙΣ ΤΟ ΕΔΑΦΟΣ ΤΗΣ xyxy=(2,985,243,1002)
body-text: Η κυβέρνησις ανεκοίνωσεν χθες ότι αι διαπραγματεύσεις θα συνεχισθούν κατά την προσεχή εβδομάδα, ενώ οι αρμόδιοι παράγοντες εδήλωσαν ότι η κατάστασις παρακολουθείται στενώς. Κατά τας πληροφορίας εκ της πρωτευούσης, οι εκπρόσωποι των ενδιαφερομένων μερών συνήλθον εις σύσκεψιν, κατά την οποίαν εξητάσθησαν όλα τα εκκρεμή ζητήματα. Ο υπουργός των Εξωτερικών δηλώσας εις τους δημοσιογράφους ότι δεν υφίσταται λόγος ανησυχίας, επρόσθεσεν ότι αι σχέσεις των δύο χωρών εξακολουθούν να είναι φιλικαί και ότι αναμένεται σύντομον αποτέλεσμα των συνομιλιών. Αι υπηρεσίαι εδέχθησαν μεγάλον αριθμόν αιτήσεων, αι οποίαι θα εξετασθούν κατά σειράν προτεραιότητος. xyxy=(126,1328,242,1469)
article-body: ΣΟΦΙΑ, 20 (Ρώυτερ). Η κυβέρνησις ανεκοίνωσεν χθες ότι αι διαπραγματεύσεις θα συνεχισθούν κατά την προσεχή εβδομάδα, ενώ οι αρμόδιοι παράγοντες εδήλωσαν ότι η κατάστασις παρακολουθείται στενώς. Κατά τας πληροφορίας εκ της πρωτευούσης, οι εκπρόσωποι των ενδιαφερομένων μερών συνήλθον εις σύσκεψιν, κατά την οποίαν εξητάσθησαν όλα τα εκκρεμή ζητήματα. Ο υπουργός των Εξωτερικών δηλώσας εις τους δημοσιογράφους ότι δεν υφίσταται λόγος ανησυχίας, επρόσθεσεν ότι αι σχέσεις των δύο χωρών εξακολουθούν να είναι φιλικαί και ότι αναμένεται σύντομον αποτέλεσμα των συνομιλιών. Αι υπηρεσίαι εδέχθησαν μεγάλον αριθμόν αιτήσεων, αι οποίαι θα εξετασθούν κατά σειράν προτεραιότητος. xyxy=(253,49,353,234)
body-text: Η κυβέρνησις ανεκοίνωσεν χθες ότι αι διαπραγματεύσεις θα συνεχισθούν κατά την προσεχή εβδομάδα, ενώ οι αρμόδιοι παράγοντες εδήλωσαν ότι η κατάστασις παρακολουθείται στενώς. Κατά τας πληροφορίας εκ της πρωτευούσης, οι εκπρόσωποι των ενδιαφερομένων μερών συνήλθον εις σύσκεψιν, κατά την οποίαν εξητάσθησαν όλα τα εκκρεμή ζητήματα. Ο υπουργός των Εξωτερικών δηλώσας εις τους δημοσιογράφους ότι δεν υφίσταται λόγος ανησυχίας, επρόσθεσεν ότι αι σχέσεις των δύο χωρών εξακολουθούν να είναι φιλικαί και ότι αναμένεται σύντομον αποτέλεσμα των συνομιλιών. Αι υπηρεσίαι εδέχθησαν μεγάλον αριθμόν αιτήσεων, αι οποίαι θα εξετασθούν κατά σειράν προτεραιότητος. xyxy=(361,1567,548,1860)
column-4 xyxy=(689,0,909,1336)
body-text: Η κυβέρνησις ανεκοίνωσεν χθες ότι αι διαπραγματεύσεις θα συνεχισθούν κατά την προσεχή εβδομάδα, ενώ οι αρμόδιοι παράγοντες εδήλωσαν ότι η κατάστασις παρακολουθείται στενώς. Κατά τας πληροφορίας εκ της πρωτευούσης, οι εκπρόσωποι των ενδιαφερομένων μερών συνήλθον εις σύσκεψιν, κατά την οποίαν εξητάσθησαν όλα τα εκκρεμή ζητήματα. Ο υπουργός των Εξωτερικών δηλώσας εις τους δημοσιογράφους ότι δεν υφίσταται λόγος ανησυχίας, επρόσθεσεν ότι αι σχέσεις των δύο χωρών εξακολουθούν να είναι φιλικαί και ότι αναμένεται σύντομον αποτέλεσμα των συνομιλιών. Αι υπηρεσίαι εδέχθησαν μεγάλον αριθμόν αιτήσεων, αι οποίαι θα εξετασθούν κατά σειράν προτεραιότητος. xyxy=(457,1671,548,1862)
body-text: Η κυβέρνησις ανεκοίνωσεν χθες ότι αι διαπραγματεύσεις θα συνεχισθούν κατά την προσεχή εβδομάδα, ενώ οι αρμόδιοι παράγοντες εδήλωσαν ότι η κατάστασις παρακολουθείται στενώς. Κατά τας πληροφορίας εκ της πρωτευούσης, οι εκπρόσωποι των ενδιαφερομένων μερών συνήλθον εις σύσκεψιν, κατά την οποίαν εξητάσθησαν όλα τα εκκρεμή ζητήματα. Ο υπουργός των Εξωτερικών δηλώσας εις τους δημοσιογράφους ότι δεν υφίσταται λόγος ανησυχίας, επρόσθεσεν ότι αι σχέσεις των δύο χωρών εξακολουθούν να είναι φιλικαί και ότι αναμένεται σύντομον αποτέλεσμα των συνομιλιών. Αι υπηρεσίαι εδέχθησαν μεγάλον αριθμόν αιτήσεων, αι οποίαι θα εξετασθούν κατά σειράν προτεραιότητος. xyxy=(361,607,520,791)
headline-operations: ΕΙΣ ΥΦΕΣΙΝ ΑΙ ΕΠΙΧΕΙΡΗΣΕΙΣ xyxy=(389,551,656,604)
body-text: Η κυβέρνησις ανεκοίνωσεν χθες ότι αι διαπραγματεύσεις θα συνεχισθούν κατά την προσεχή εβδομάδα, ενώ οι αρμόδιοι παράγοντες εδήλωσαν ότι η κατάστασις παρακολουθείται στενώς. Κατά τας πληροφορίας εκ της πρωτευούσης, οι εκπρόσωποι των ενδιαφερομένων μερών συνήλθον εις σύσκεψιν, κατά την οποίαν εξητάσθησαν όλα τα εκκρεμή ζητήματα. Ο υπουργός των Εξωτερικών δηλώσας εις τους δημοσιογράφους ότι δεν υφίσταται λόγος ανησυχίας, επρόσθεσεν ότι αι σχέσεις των δύο χωρών εξακολουθούν να είναι φιλικαί και ότι αναμένεται σύντομον αποτέλεσμα των συνομιλιών. Αι υπηρεσίαι εδέχθησαν μεγάλον αριθμόν αιτήσεων, αι οποίαι θα εξετασθούν κατά σειράν προτεραιότητος. xyxy=(3,421,242,797)
body-text: Η κυβέρνησις ανεκοίνωσεν χθες ότι αι διαπραγματεύσεις θα συνεχισθούν κατά την προσεχή εβδομάδα, ενώ οι αρμόδιοι παράγοντες εδήλωσαν ότι η κατάστασις παρακολουθείται στενώς. Κατά τας πληροφορίας εκ της πρωτευούσης, οι εκπρόσωποι των ενδιαφερομένων μερών συνήλθον εις σύσκεψιν, κατά την οποίαν εξητάσθησαν όλα τα εκκρεμή ζητήματα. Ο υπουργός των Εξωτερικών δηλώσας εις τους δημοσιογράφους ότι δεν υφίσταται λόγος ανησυχίας, επρόσθεσεν ότι αι σχέσεις των δύο χωρών εξακολουθούν να είναι φιλικαί και ότι αναμένεται σύντομον αποτέλεσμα των συνομιλιών. Αι υπηρεσίαι εδέχθησαν μεγάλον αριθμόν αιτήσεων, αι οποίαι θα εξετασθούν κατά σειράν προτεραιότητος. xyxy=(555,1525,682,1659)
body-text: Η κυβέρνησις ανεκοίνωσεν χθες ότι αι διαπραγματεύσεις θα συνεχισθούν κατά την προσεχή εβδομάδα, ενώ οι αρμόδιοι παράγοντες εδήλωσαν ότι η κατάστασις παρακολουθείται στενώς. Κατά τας πληροφορίας εκ της πρωτευούσης, οι εκπρόσωποι των ενδιαφερομένων μερών συνήλθον εις σύσκεψιν, κατά την οποίαν εξητάσθησαν όλα τα εκκρεμή ζητήματα. Ο υπουργός των Εξωτερικών δηλώσας εις τους δημοσιογράφους ότι δεν υφίσταται λόγος ανησυχίας, επρόσθεσεν ότι αι σχέσεις των δύο χωρών εξακολουθούν να είναι φιλικαί και ότι αναμένεται σύντομον αποτέλεσμα των συνομιλιών. Αι υπηρεσίαι εδέχθησαν μεγάλον αριθμόν αιτήσεων, αι οποίαι θα εξετασθούν κατά σειράν προτεραιότητος. xyxy=(692,1621,796,1784)
headline-russia-indian: Η ΡΩΣΙΑ ΔΙΑ ΤΗΣ ΔΙΕΙΣΔΥΣΕΩΣ ΕΙΣ ΙΝΔΙΚΟΝ ΕΠΙΔΙΩΚΕΙ ΤΗΝ ΚΥΚΛΩΣΙΝ ΤΗΣ ΛΑΪΚΗΣ ΚΙΝΑΣ xyxy=(691,1023,907,1040)
divider xyxy=(2,384,243,387)
article-body: ΠΑΡΙΣΙΟΙ, 20 (Ρώυτερ). Η κυβέρνησις ανεκοίνωσεν χθες ότι αι διαπραγματεύσεις θα συνεχισθούν κατά την προσεχή εβδομάδα, ενώ οι αρμόδιοι παράγοντες εδήλωσαν ότι η κατάστασις παρακολουθείται στενώς. Κατά τας πληροφορίας εκ της πρωτευούσης, οι εκπρόσωποι των ενδιαφερομένων μερών συνήλθον εις σύσκεψιν, κατά την οποίαν εξητάσθησαν όλα τα εκκρεμή ζητήματα. Ο υπουργός των Εξωτερικών δηλώσας εις τους δημοσιογράφους ότι δεν υφίσταται λόγος ανησυχίας, επρόσθεσεν ότι αι σχέσεις των δύο χωρών εξακολουθούν να είναι φιλικαί και ότι αναμένεται σύντομον αποτέλεσμα των συνομιλιών. Αι υπηρεσίαι εδέχθησαν μεγάλον αριθμόν αιτήσεων, αι οποίαι θα εξετασθούν κατά σειράν προτεραιότητος. Η κυβέρνησις ανεκοίνωσεν χθες ότι αι διαπραγματεύσεις θα συνεχισθούν κατά την προσεχή εβδομάδα, ενώ οι αρμόδιοι παράγοντες εδήλωσαν ότι η κατάστασις παρακολουθείται στενώς. Κατά τας πληροφορίας εκ της πρωτευούσης, οι εκπρόσωποι των ενδιαφερομένων μερών συνήλθον εις σύσκεψιν, κατά την οποίαν εξητάσθησαν όλα τα εκκρεμή ζητήματα. Ο υπουργός των Εξωτερικών δηλώσας εις τους δημοσιογράφους ότι δεν υφίσταται λόγος ανησυχίας, επρόσθεσεν ότι αι σχέσεις των δύο χωρών εξακολουθούν να είναι φιλικαί και ότι αναμένεται σύντομον αποτέλεσμα των συνομιλιών. Αι υπηρεσίαι εδέχθησαν μεγάλον αριθμόν αιτήσεων, αι οποίαι θα εξετασθούν κατά σειράν προτεραιότητος. xyxy=(692,440,906,610)
body-text: Η κυβέρνησις ανεκοίνωσεν χθες ότι αι διαπραγματεύσεις θα συνεχισθούν κατά την προσεχή εβδομάδα, ενώ οι αρμόδιοι παράγοντες εδήλωσαν ότι η κατάστασις παρακολουθείται στενώς. Κατά τας πληροφορίας εκ της πρωτευούσης, οι εκπρόσωποι των ενδιαφερομένων μερών συνήλθον εις σύσκεψιν, κατά την οποίαν εξητάσθησαν όλα τα εκκρεμή ζητήματα. Ο υπουργός των Εξωτερικών δηλώσας εις τους δημοσιογράφους ότι δεν υφίσταται λόγος ανησυχίας, επρόσθεσεν ότι αι σχέσεις των δύο χωρών εξακολουθούν να είναι φιλικαί και ότι αναμένεται σύντομον αποτέλεσμα των συνομιλιών. Αι υπηρεσίαι εδέχθησαν μεγάλον αριθμόν αιτήσεων, αι οποίαι θα εξετασθούν κατά σειράν προτεραιότητος. xyxy=(361,103,520,539)
article-body: ΟΥΑΣΙΓΚΤΩΝ, 20 (Ρώυτερ). Η κυβέρνησις ανεκοίνωσεν χθες ότι αι διαπραγματεύσεις θα συνεχισθούν κατά την προσεχή εβδομάδα, ενώ οι αρμόδιοι παράγοντες εδήλωσαν ότι η κατάστασις παρακολουθείται στενώς. Κατά τας πληροφορίας εκ της πρωτευούσης, οι εκπρόσωποι των ενδιαφερομένων μερών συνήλθον εις σύσκεψιν, κατά την οποίαν εξητάσθησαν όλα τα εκκρεμή ζητήματα. Ο υπουργός των Εξωτερικών δηλώσας εις τους δημοσιογράφους ότι δεν υφίσταται λόγος ανησυχίας, επρόσθεσεν ότι αι σχέσεις των δύο χωρών εξακολουθούν να είναι φιλικαί και ότι αναμένεται σύντομον αποτέλεσμα των συνομιλιών. Αι υπηρεσίαι εδέχθησαν μεγάλον αριθμόν αιτήσεων, αι οποίαι θα εξετασθούν κατά σειράν προτεραιότητος. Η κυβέρνησις ανεκοίνωσεν χθες ότι αι διαπραγματεύσεις θα συνεχισθούν κατά την προσεχή εβδομάδα, ενώ οι αρμόδιοι παράγοντες εδήλωσαν ότι η κατάστασις παρακολουθείται στενώς. Κατά τας πληροφορίας εκ της πρωτευούσης, οι εκπρόσωποι των ενδιαφερομένων μερών συνήλθον εις σύσκεψιν, κατά την οποίαν εξητάσθησαν όλα τα εκκρεμή ζητήματα. Ο υπουργός των Εξωτερικών δηλώσας εις τους δημοσιογράφους ότι δεν υφίσταται λόγος ανησυχίας, επρόσθεσεν ότι αι σχέσεις των δύο χωρών εξακολουθούν να είναι φιλικαί και ότι αναμένεται σύντομον αποτέλεσμα των συνομιλιών. Αι υπηρεσίαι εδέχθησαν μεγάλον αριθμόν αιτήσεων, αι οποίαι θα εξετασθούν κατά σειράν προτεραιότητος. ΠΡΟΒΙΝΤΕΝΣ, Ρόντ Άιλαντ, 20. Η κυβέρνησις ανεκοίνωσεν χθες ότι αι διαπραγματεύσεις θα συνεχισθούν κατά την προσεχή εβδομάδα, ενώ οι αρμόδιοι παράγοντες εδήλωσαν ότι η κατάστασις παρακολουθείται στενώς. Κατά τας πληροφορίας εκ της πρωτευούσης, οι εκπρόσωποι των ενδιαφερομένων μερών συνήλθον εις σύσκεψιν, κατά την οποίαν εξητάσθησαν όλα τα εκκρεμή ζητήματα. Ο υπουργός των Εξωτερικών δηλώσας εις τους δημοσιογράφους ότι δεν υφίσταται λόγος ανησυχίας, επρόσθεσεν ότι αι σχέσεις των δύο χωρών εξακολουθούν να είναι φιλικαί και ότι αναμένεται σύντομον αποτέλεσμα των συνομιλιών. Αι υπηρεσίαι εδέχθησαν μεγάλον αριθμόν αιτήσεων, αι οποίαι θα εξετασθούν κατά σειράν προτεραιότητος. Η κυβέρνησις ανεκοίνωσεν χθες ότι αι διαπραγματεύσεις θα συνεχισθούν κατά την προσεχή εβδομάδα, ενώ οι αρμόδιοι παράγοντες εδήλωσαν ότι η κατάστασις παρακολουθείται στενώς. Κατά τας πληροφορίας εκ της πρωτευούσης, οι εκπρόσωποι των ενδιαφερομένων μερών συνήλθον εις σύσκεψιν, κατά την οποίαν εξητάσθησαν όλα τα εκκρεμή ζητήματα. Ο υπουργός των Εξωτερικών δηλώσας εις τους δημοσιογράφους ότι δεν υφίσταται λόγος ανησυχίας, επρόσθεσεν ότι αι σχέσεις των δύο χωρών εξακολουθούν να είναι φιλικαί και ότι αναμένεται σύντομον αποτέλεσμα των συνομιλιών. Αι υπηρεσίαι εδέχθησαν μεγάλον αριθμόν αιτήσεων, αι οποίαι θα εξετασθούν κατά σειράν προτεραιότητος. ΠΟΛΙΤΙΚΗ ΚΡΙΣΙΣ ΠΝΟΜ ΠΕΝΧ, 20 (Ηνωμ. Τύπος). Η κυβέρνησις ανεκοίνωσεν χθες ότι αι διαπραγματεύσεις θα συνεχισθούν κατά την προσεχή εβδομάδα, ενώ οι αρμόδιοι παράγοντες εδήλωσαν ότι η κατάστασις παρακολουθείται στενώς. Κατά τας πληροφορίας εκ της πρωτευούσης, οι εκπρόσωποι των ενδιαφερομένων μερών συνήλθον εις σύσκεψιν, κατά την οποίαν εξητάσθησαν όλα τα εκκρεμή ζητήματα. Ο υπουργός των Εξωτερικών δηλώσας εις τους δημοσιογράφους ότι δεν υφίσταται λόγος ανησυχίας, επρόσθεσεν ότι αι σχέσεις των δύο χωρών εξακολουθούν να είναι φιλικαί και ότι αναμένεται σύντομον αποτέλεσμα των συνομιλιών. Αι υπηρεσίαι εδέχθησαν μεγάλον αριθμόν αιτήσεων, αι οποίαι θα εξετασθούν κατά σειράν προτεραιότητος. ΕΝΕΔΡΑΙ ΕΙΣ ΕΝΕΔΡΑΝ ΣΑΪΓΚΟΝ, 20 (Ηνωμ. Τύπος). Η κυβέρνησις ανεκοίνωσεν χθες ότι αι διαπραγματεύσεις θα συνεχισθούν κατά την προσεχή εβδομάδα, ενώ οι αρμόδιοι παράγοντες εδήλωσαν ότι η κατάστασις παρακολουθείται στενώς. Κατά τας πληροφορίας εκ της πρωτευούσης, οι εκπρόσωποι των ενδιαφερομένων μερών συνήλθον εις σύσκεψιν, κατά την οποίαν εξητάσθησαν όλα τα εκκρεμή ζητήματα. Ο υπουργός των Εξωτερικών δηλώσας εις τους δημοσιογράφους ότι δεν υφίσταται λόγος ανησυχίας, επρόσθεσεν ότι αι σχέσεις των δύο χωρών εξακολουθούν να είναι φιλικαί και ότι αναμένεται σύντομον αποτέλεσμα των συνομιλιών. Αι υπηρεσίαι εδέχθησαν μεγάλον αριθμόν αιτήσεων, αι οποίαι θα εξετασθούν κατά σειράν προτεραιότητος. Ο ΑΓΩΝ ΕΙΣ ΚΑΜΠΟΤΖΗΝ ΠΝΟΜ ΠΕΝΧ, 20 (Ρώυτερ). Η κυβέρνησις ανεκοίνωσεν χθες ότι αι διαπραγματεύσεις θα συνεχισθούν κατά την προσεχή εβδομάδα, ενώ οι αρμόδιοι παράγοντες εδήλωσαν ότι η κατάστασις παρακολουθείται στενώς. Κατά τας πληροφορίας εκ της πρωτευούσης, οι εκπρόσωποι των ενδιαφερομένων μερών συνήλθον εις σύσκεψιν, κατά την οποίαν εξητάσθησαν όλα τα εκκρεμή ζητήματα. Ο υπουργός των Εξωτερικών δηλώσας εις τους δημοσιογράφους ότι δεν υφίσταται λόγος ανησυχίας, επρόσθεσεν ότι αι σχέσεις των δύο χωρών εξακολουθούν να είναι φιλικαί και ότι αναμένεται σύντομον αποτέλεσμα των συνομιλιών. Αι υπηρεσίαι εδέχθησαν μεγάλον αριθμόν αιτήσεων, αι οποίαι θα εξετασθούν κατά σειράν προτεραιότητος. xyxy=(361,103,684,542)
article-body: ΑΘΗΝΑΙ, 20. Η κυβέρνησις ανεκοίνωσεν χθες ότι αι διαπραγματεύσεις θα συνεχισθούν κατά την προσεχή εβδομάδα, ενώ οι αρμόδιοι παράγοντες εδήλωσαν ότι η κατάστασις παρακολουθείται στενώς. Κατά τας πληροφορίας εκ της πρωτευούσης, οι εκπρόσωποι των ενδιαφερομένων μερών συνήλθον εις σύσκεψιν, κατά την οποίαν εξητάσθησαν όλα τα εκκρεμή ζητήματα. Ο υπουργός των Εξωτερικών δηλώσας εις τους δημοσιογράφους ότι δεν υφίσταται λόγος ανησυχίας, επρόσθεσεν ότι αι σχέσεις των δύο χωρών εξακολουθούν να είναι φιλικαί και ότι αναμένεται σύντομον αποτέλεσμα των συνομιλιών. Αι υπηρεσίαι εδέχθησαν μεγάλον αριθμόν αιτήσεων, αι οποίαι θα εξετασθούν κατά σειράν προτεραιότητος. xyxy=(253,2001,353,2185)
body-text: Η κυβέρνησις ανεκοίνωσεν χθες ότι αι διαπραγματεύσεις θα συνεχισθούν κατά την προσεχή εβδομάδα, ενώ οι αρμόδιοι παράγοντες εδήλωσαν ότι η κατάστασις παρακολουθείται στενώς. Κατά τας πληροφορίας εκ της πρωτευούσης, οι εκπρόσωποι των ενδιαφερομένων μερών συνήλθον εις σύσκεψιν, κατά την οποίαν εξητάσθησαν όλα τα εκκρεμή ζητήματα. Ο υπουργός των Εξωτερικών δηλώσας εις τους δημοσιογράφους ότι δεν υφίσταται λόγος ανησυχίας, επρόσθεσεν ότι αι σχέσεις των δύο χωρών εξακολουθούν να είναι φιλικαί και ότι αναμένεται σύντομον αποτέλεσμα των συνομιλιών. Αι υπηρεσίαι εδέχθησαν μεγάλον αριθμόν αιτήσεων, αι οποίαι θα εξετασθούν κατά σειράν προτεραιότητος. xyxy=(443,935,520,1169)
article-body: ΛΟΝΔΙΝΟΝ, 20 (Ηνωμ. Τύπος). Η κυβέρνησις ανεκοίνωσεν χθες ότι αι διαπραγματεύσεις θα συνεχισθούν κατά την προσεχή εβδομάδα, ενώ οι αρμόδιοι παράγοντες εδήλωσαν ότι η κατάστασις παρακολουθείται στενώς. Κατά τας πληροφορίας εκ της πρωτευούσης, οι εκπρόσωποι των ενδιαφερομένων μερών συνήλθον εις σύσκεψιν, κατά την οποίαν εξητάσθησαν όλα τα εκκρεμή ζητήματα. Ο υπουργός των Εξωτερικών δηλώσας εις τους δημοσιογράφους ότι δεν υφίσταται λόγος ανησυχίας, επρόσθεσεν ότι αι σχέσεις των δύο χωρών εξακολουθούν να είναι φιλικαί και ότι αναμένεται σύντομον αποτέλεσμα των συνομιλιών. Αι υπηρεσίαι εδέχθησαν μεγάλον αριθμόν αιτήσεων, αι οποίαι θα εξετασθούν κατά σειράν προτεραιότητος. Η κυβέρνησις ανεκοίνωσεν χθες ότι αι διαπραγματεύσεις θα συνεχισθούν κατά την προσεχή εβδομάδα, ενώ οι αρμόδιοι παράγοντες εδήλωσαν ότι η κατάστασις παρακολουθείται στενώς. Κατά τας πληροφορίας εκ της πρωτευούσης, οι εκπρόσωποι των ενδιαφερομένων μερών συνήλθον εις σύσκεψιν, κατά την οποίαν εξητάσθησαν όλα τα εκκρεμή ζητήματα. Ο υπουργός των Εξωτερικών δηλώσας εις τους δημοσιογράφους ότι δεν υφίσταται λόγος ανησυχίας, επρόσθεσεν ότι αι σχέσεις των δύο χωρών εξακολουθούν να είναι φιλικαί και ότι αναμένεται σύντομον αποτέλεσμα των συνομιλιών. Αι υπηρεσίαι εδέχθησαν μεγάλον αριθμόν αιτήσεων, αι οποίαι θα εξετασθούν κατά σειράν προτεραιότητος. xyxy=(3,826,242,976)
column-3 xyxy=(358,0,687,1336)
article-body: Η κυβέρνησις ανεκοίνωσεν χθες ότι αι διαπραγματεύσεις θα συνεχισθούν κατά την προσεχή εβδομάδα, ενώ οι αρμόδιοι παράγοντες εδήλωσαν ότι η κατάστασις παρακολουθείται στενώς. Κατά τας πληροφορίας εκ της πρωτευούσης, οι εκπρόσωποι των ενδιαφερομένων μερών συνήλθον εις σύσκεψιν, κατά την οποίαν εξητάσθησαν όλα τα εκκρεμή ζητήματα. Ο υπουργός των Εξωτερικών δηλώσας εις τους δημοσιογράφους ότι δεν υφίσταται λόγος ανησυχίας, επρόσθεσεν ότι αι σχέσεις των δύο χωρών εξακολουθούν να είναι φιλικαί και ότι αναμένεται σύντομον αποτέλεσμα των συνομιλιών. Αι υπηρεσίαι εδέχθησαν μεγάλον αριθμόν αιτήσεων, αι οποίαι θα εξετασθούν κατά σειράν προτεραιότητος. Η ΑΠΟΣΤΟΛΗ ΓΙΑΡΡΙΝΓΚ ΚΑΪΡΟΝ, 20 (Ηνωμ. Τύπος). Η κυβέρνησις ανεκοίνωσεν χθες ότι αι διαπραγματεύσεις θα συνεχισθούν κατά την προσεχή εβδομάδα, ενώ οι αρμόδιοι παράγοντες εδήλωσαν ότι η κατάστασις παρακολουθείται στενώς. Κατά τας πληροφορίας εκ της πρωτευούσης, οι εκπρόσωποι των ενδιαφερομένων μερών συνήλθον εις σύσκεψιν, κατά την οποίαν εξητάσθησαν όλα τα εκκρεμή ζητήματα. Ο υπουργός των Εξωτερικών δηλώσας εις τους δημοσιογράφους ότι δεν υφίσταται λόγος ανησυχίας, επρόσθεσεν ότι αι σχέσεις των δύο χωρών εξακολουθούν να είναι φιλικαί και ότι αναμένεται σύντομον αποτέλεσμα των συνομιλιών. Αι υπηρεσίαι εδέχθησαν μεγάλον αριθμόν αιτήσεων, αι οποίαι θα εξετασθούν κατά σειράν προτεραιότητος. ΑΙ ΣΥΝΑΝΤΗΣΕΙΣ ΤΕΛ ΑΒΙΒ, 20 (Ηνωμ. Τύπος). Η κυβέρνησις ανεκοίνωσεν χθες ότι αι διαπραγματεύσεις θα συνεχισθούν κατά την προσεχή εβδομάδα, ενώ οι αρμόδιοι παράγοντες εδήλωσαν ότι η κατάστασις παρακολουθείται στενώς. Κατά τας πληροφορίας εκ της πρωτευούσης, οι εκπρόσωποι των ενδιαφερομένων μερών συνήλθον εις σύσκεψιν, κατά την οποίαν εξητάσθησαν όλα τα εκκρεμή ζητήματα. Ο υπουργός των Εξωτερικών δηλώσας εις τους δημοσιογράφους ότι δεν υφίσταται λόγος ανησυχίας, επρόσθεσεν ότι αι σχέσεις των δύο χωρών εξακολουθούν να είναι φιλικαί και ότι αναμένεται σύντομον αποτέλεσμα των συνομιλιών. Αι υπηρεσίαι εδέχθησαν μεγάλον αριθμόν αιτήσεων, αι οποίαι θα εξετασθούν κατά σειράν προτεραιότητος. ΕΚΡΗΞΕΙΣ ΧΕΙΡΟΒΟΜΒΙΔΩΝ ΤΕΛ ΑΒΙΒ, 20 (Ηνωμ. Τύπος). Η κυβέρνησις ανεκοίνωσεν χθες ότι αι διαπραγματεύσεις θα συνεχισθούν κατά την προσεχή εβδομάδα, ενώ οι αρμόδιοι παράγοντες εδήλωσαν ότι η κατάστασις παρακολουθείται στενώς. Κατά τας πληροφορίας εκ της πρωτευούσης, οι εκπρόσωποι των ενδιαφερομένων μερών συνήλθον εις σύσκεψιν, κατά την οποίαν εξητάσθησαν όλα τα εκκρεμή ζητήματα. Ο υπουργός των Εξωτερικών δηλώσας εις τους δημοσιογράφους ότι δεν υφίσταται λόγος ανησυχίας, επρόσθεσεν ότι αι σχέσεις των δύο χωρών εξακολουθούν να είναι φιλικαί και ότι αναμένεται σύντομον αποτέλεσμα των συνομιλιών. Αι υπηρεσίαι εδέχθησαν μεγάλον αριθμόν αιτήσεων, αι οποίαι θα εξετασθούν κατά σειράν προτεραιότητος. xyxy=(555,1385,682,1954)
headline-nicosia: ΕΙΣ ΟΥΔΕΜΙΑΝ ΔΗΛΩΣΙΝ ΠΡΟΕΒΗ Η ΛΕΥΚΩΣΙΑ ΕΠΙ ΤΩΝ ΣΥΝΟΜΙΛΙΩΝ ΝΤΕΝΚΤΑΣ ΣΕ ΑΓΚΥΡΑΝ xyxy=(2,1163,243,1180)
body-text: Η κυβέρνησις ανεκοίνωσεν χθες ότι αι διαπραγματεύσεις θα συνεχισθούν κατά την προσεχή εβδομάδα, ενώ οι αρμόδιοι παράγοντες εδήλωσαν ότι η κατάστασις παρακολουθείται στενώς. Κατά τας πληροφορίας εκ της πρωτευούσης, οι εκπρόσωποι των ενδιαφερομένων μερών συνήλθον εις σύσκεψιν, κατά την οποίαν εξητάσθησαν όλα τα εκκρεμή ζητήματα. Ο υπουργός των Εξωτερικών δηλώσας εις τους δημοσιογράφους ότι δεν υφίσταται λόγος ανησυχίας, επρόσθεσεν ότι αι σχέσεις των δύο χωρών εξακολουθούν να είναι φιλικαί και ότι αναμένεται σύντομον αποτέλεσμα των συνομιλιών. Αι υπηρεσίαι εδέχθησαν μεγάλον αριθμόν αιτήσεων, αι οποίαι θα εξετασθούν κατά σειράν προτεραιότητος. xyxy=(126,1182,242,1324)
body-text: Η κυβέρνησις ανεκοίνωσεν χθες ότι αι διαπραγματεύσεις θα συνεχισθούν κατά την προσεχή εβδομάδα, ενώ οι αρμόδιοι παράγοντες εδήλωσαν ότι η κατάστασις παρακολουθείται στενώς. Κατά τας πληροφορίας εκ της πρωτευούσης, οι εκπρόσωποι των ενδιαφερομένων μερών συνήλθον εις σύσκεψιν, κατά την οποίαν εξητάσθησαν όλα τα εκκρεμή ζητήματα. Ο υπουργός των Εξωτερικών δηλώσας εις τους δημοσιογράφους ότι δεν υφίσταται λόγος ανησυχίας, επρόσθεσεν ότι αι σχέσεις των δύο χωρών εξακολουθούν να είναι φιλικαί και ότι αναμένεται σύντομον αποτέλεσμα των συνομιλιών. Αι υπηρεσίαι εδέχθησαν μεγάλον αριθμόν αιτήσεων, αι οποίαι θα εξετασθούν κατά σειράν προτεραιότητος. xyxy=(555,1819,682,1953)
body-text: Η κυβέρνησις ανεκοίνωσεν χθες ότι αι διαπραγματεύσεις θα συνεχισθούν κατά την προσεχή εβδομάδα, ενώ οι αρμόδιοι παράγοντες εδήλωσαν ότι η κατάστασις παρακολουθείται στενώς. Κατά τας πληροφορίας εκ της πρωτευούσης, οι εκπρόσωποι των ενδιαφερομένων μερών συνήλθον εις σύσκεψιν, κατά την οποίαν εξητάσθησαν όλα τα εκκρεμή ζητήματα. Ο υπουργός των Εξωτερικών δηλώσας εις τους δημοσιογράφους ότι δεν υφίσταται λόγος ανησυχίας, επρόσθεσεν ότι αι σχέσεις των δύο χωρών εξακολουθούν να είναι φιλικαί και ότι αναμένεται σύντομον αποτέλεσμα των συνομιλιών. Αι υπηρεσίαι εδέχθησαν μεγάλον αριθμόν αιτήσεων, αι οποίαι θα εξετασθούν κατά σειράν προτεραιότητος. xyxy=(443,103,602,536)
article-body: ΣΥΝΕΧΕΙΑ ΕΚ ΤΗΣ 1ης ΣΕΛ. Η κυβέρνησις ανεκοίνωσεν χθες ότι αι διαπραγματεύσεις θα συνεχισθούν κατά την προσεχή εβδομάδα, ενώ οι αρμόδιοι παράγοντες εδήλωσαν ότι η κατάστασις παρακολουθείται στενώς. Κατά τας πληροφορίας εκ της πρωτευούσης, οι εκπρόσωποι των ενδιαφερομένων μερών συνήλθον εις σύσκεψιν, κατά την οποίαν εξητάσθησαν όλα τα εκκρεμή ζητήματα. Ο υπουργός των Εξωτερικών δηλώσας εις τους δημοσιογράφους ότι δεν υφίσταται λόγος ανησυχίας, επρόσθεσεν ότι αι σχέσεις των δύο χωρών εξακολουθούν να είναι φιλικαί και ότι αναμένεται σύντομον αποτέλεσμα των συνομιλιών. Αι υπηρεσίαι εδέχθησαν μεγάλον αριθμόν αιτήσεων, αι οποίαι θα εξετασθούν κατά σειράν προτεραιότητος. Η κυβέρνησις ανεκοίνωσεν χθες ότι αι διαπραγματεύσεις θα συνεχισθούν κατά την προσεχή εβδομάδα, ενώ οι αρμόδιοι παράγοντες εδήλωσαν ότι η κατάστασις παρακολουθείται στενώς. Κατά τας πληροφορίας εκ της πρωτευούσης, οι εκπρόσωποι των ενδιαφερομένων μερών συνήλθον εις σύσκεψιν, κατά την οποίαν εξητάσθησαν όλα τα εκκρεμή ζητήματα. Ο υπουργός των Εξωτερικών δηλώσας εις τους δημοσιογράφους ότι δεν υφίσταται λόγος ανησυχίας, επρόσθεσεν ότι αι σχέσεις των δύο χωρών εξακολουθούν να είναι φιλικαί και ότι αναμένεται σύντομον αποτέλεσμα των συνομιλιών. Αι υπηρεσίαι εδέχθησαν μεγάλον αριθμόν αιτήσεων, αι οποίαι θα εξετασθούν κατά σειράν προτεραιότητος. Η κυβέρνησις ανεκοίνωσεν χθες ότι αι διαπραγματεύσεις θα συνεχισθούν κατά την προσεχή εβδομάδα, ενώ οι αρμόδιοι παράγοντες εδήλωσαν ότι η κατάστασις παρακολουθείται στενώς. Κατά τας πληροφορίας εκ της πρωτευούσης, οι εκπρόσωποι των ενδιαφερομένων μερών συνήλθον εις σύσκεψιν, κατά την οποίαν εξητάσθησαν όλα τα εκκρεμή ζητήματα. Ο υπουργός των Εξωτερικών δηλώσας εις τους δημοσιογράφους ότι δεν υφίσταται λόγος ανησυχίας, επρόσθεσεν ότι αι σχέσεις των δύο χωρών εξακολουθούν να είναι φιλικαί και ότι αναμένεται σύντομον αποτέλεσμα των συνομιλιών. Αι υπηρεσίαι εδέχθησαν μεγάλον αριθμόν αιτήσεων, αι οποίαι θα εξετασθούν κατά σειράν προτεραιότητος. ΔΗΛΩΣΕΙΣ ΠΟΛΙΤΙΚΩΝ Η κυβέρνησις ανεκοίνωσεν χθες ότι αι διαπραγματεύσεις θα συνεχισθούν κατά την προσεχή εβδομάδα, ενώ οι αρμόδιοι παράγοντες εδήλωσαν ότι η κατάστασις παρακολουθείται στενώς. Κατά τας πληροφορίας εκ της πρωτευούσης, οι εκπρόσωποι των ενδιαφερομένων μερών συνήλθον εις σύσκεψιν, κατά την οποίαν εξητάσθησαν όλα τα εκκρεμή ζητήματα. Ο υπουργός των Εξωτερικών δηλώσας εις τους δημοσιογράφους ότι δεν υφίσταται λόγος ανησυχίας, επρόσθεσεν ότι αι σχέσεις των δύο χωρών εξακολουθούν να είναι φιλικαί και ότι αναμένεται σύντομον αποτέλεσμα των συνομιλιών. Αι υπηρεσίαι εδέχθησαν μεγάλον αριθμόν αιτήσεων, αι οποίαι θα εξετασθούν κατά σειράν προτεραιότητος. Η κυβέρνησις ανεκοίνωσεν χθες ότι αι διαπραγματεύσεις θα συνεχισθούν κατά την προσεχή εβδομάδα, ενώ οι αρμόδιοι παράγοντες εδήλωσαν ότι η κατάστασις παρακολουθείται στενώς. Κατά τας πληροφορίας εκ της πρωτευούσης, οι εκπρόσωποι των ενδιαφερομένων μερών συνήλθον εις σύσκεψιν, κατά την οποίαν εξητάσθησαν όλα τα εκκρεμή ζητήματα. Ο υπουργός των Εξωτερικών δηλώσας εις τους δημοσιογράφους ότι δεν υφίσταται λόγος ανησυχίας, επρόσθεσεν ότι αι σχέσεις των δύο χωρών εξακολουθούν να είναι φιλικαί και ότι αναμένεται σύντομον αποτέλεσμα των συνομιλιών. Αι υπηρεσίαι εδέχθησαν μεγάλον αριθμόν αιτήσεων, αι οποίαι θα εξετασθούν κατά σειράν προτεραιότητος. ΟΥΔΕΜΙΑ ΑΝΑΚΟΙΝΩΣΙΣ ΛΕΥΚΩΣΙΑ, 20 (Ιδίου Ανταποκρ.). Η κυβέρνησις ανεκοίνωσεν χθες ότι αι διαπραγματεύσεις θα συνεχισθούν κατά την προσεχή εβδομάδα, ενώ οι αρμόδιοι παράγοντες εδήλωσαν ότι η κατάστασις παρακολουθείται στενώς. Κατά τας πληροφορίας εκ της πρωτευούσης, οι εκπρόσωποι των ενδιαφερομένων μερών συνήλθον εις σύσκεψιν, κατά την οποίαν εξητάσθησαν όλα τα εκκρεμή ζητήματα. Ο υπουργός των Εξωτερικών δηλώσας εις τους δημοσιογράφους ότι δεν υφίσταται λόγος ανησυχίας, επρόσθεσεν ότι αι σχέσεις των δύο χωρών εξακολουθούν να είναι φιλικαί και ότι αναμένεται σύντομον αποτέλεσμα των συνομιλιών. Αι υπηρεσίαι εδέχθησαν μεγάλον αριθμόν αιτήσεων, αι οποίαι θα εξετασθούν κατά σειράν προτεραιότητος. xyxy=(3,1182,242,1634)
body-text: Η κυβέρνησις ανεκοίνωσεν χθες ότι αι διαπραγματεύσεις θα συνεχισθούν κατά την προσεχή εβδομάδα, ενώ οι αρμόδιοι παράγοντες εδήλωσαν ότι η κατάστασις παρακολουθείται στενώς. Κατά τας πληροφορίας εκ της πρωτευούσης, οι εκπρόσωποι των ενδιαφερομένων μερών συνήλθον εις σύσκεψιν, κατά την οποίαν εξητάσθησαν όλα τα εκκρεμή ζητήματα. Ο υπουργός των Εξωτερικών δηλώσας εις τους δημοσιογράφους ότι δεν υφίσταται λόγος ανησυχίας, επρόσθεσεν ότι αι σχέσεις των δύο χωρών εξακολουθούν να είναι φιλικαί και ότι αναμένεται σύντομον αποτέλεσμα των συνομιλιών. Αι υπηρεσίαι εδέχθησαν μεγάλον αριθμόν αιτήσεων, αι οποίαι θα εξετασθούν κατά σειράν προτεραιότητος. xyxy=(692,141,796,311)
article-body: ΜΠΕΡΚΛΕΫ, 20 (Ασσ. Πρές). Η κυβέρνησις ανεκοίνωσεν χθες ότι αι διαπραγματεύσεις θα συνεχισθούν κατά την προσεχή εβδομάδα, ενώ οι αρμόδιοι παράγοντες εδήλωσαν ότι η κατάστασις παρακολουθείται στενώς. Κατά τας πληροφορίας εκ της πρωτευούσης, οι εκπρόσωποι των ενδιαφερομένων μερών συνήλθον εις σύσκεψιν, κατά την οποίαν εξητάσθησαν όλα τα εκκρεμή ζητήματα. Ο υπουργός των Εξωτερικών δηλώσας εις τους δημοσιογράφους ότι δεν υφίσταται λόγος ανησυχίας, επρόσθεσεν ότι αι σχέσεις των δύο χωρών εξακολουθούν να είναι φιλικαί και ότι αναμένεται σύντομον αποτέλεσμα των συνομιλιών. Αι υπηρεσίαι εδέχθησαν μεγάλον αριθμόν αιτήσεων, αι οποίαι θα εξετασθούν κατά σειράν προτεραιότητος. xyxy=(253,716,353,901)
body-text: Η κυβέρνησις ανεκοίνωσεν χθες ότι αι διαπραγματεύσεις θα συνεχισθούν κατά την προσεχή εβδομάδα, ενώ οι αρμόδιοι παράγοντες εδήλωσαν ότι η κατάστασις παρακολουθείται στενώς. Κατά τας πληροφορίας εκ της πρωτευούσης, οι εκπρόσωποι των ενδιαφερομένων μερών συνήλθον εις σύσκεψιν, κατά την οποίαν εξητάσθησαν όλα τα εκκρεμή ζητήματα. Ο υπουργός των Εξωτερικών δηλώσας εις τους δημοσιογράφους ότι δεν υφίσταται λόγος ανησυχίας, επρόσθεσεν ότι αι σχέσεις των δύο χωρών εξακολουθούν να είναι φιλικαί και ότι αναμένεται σύντομον αποτέλεσμα των συνομιλιών. Αι υπηρεσίαι εδέχθησαν μεγάλον αριθμόν αιτήσεων, αι οποίαι θα εξετασθούν κατά σειράν προτεραιότητος. xyxy=(802,1058,906,1220)
headline-disabled-tax: ΑΠΑΛΛΑΓΗ ΤΩΝ ΑΝΑΠΗΡΩΝ ΕΚ ΤΕΛΩΝ ΚΥΚΛΟΦΟΡΙΑΣ ΤΩΝ ΑΥΤΟΚΙΝΗΤΩΝ ΤΩΝ xyxy=(252,1128,354,1153)
article-body: ΣΥΝΕΧΕΙΑ ΕΚ ΤΗΣ 1ης ΣΕΛ. Η κυβέρνησις ανεκοίνωσεν χθες ότι αι διαπραγματεύσεις θα συνεχισθούν κατά την προσεχή εβδομάδα, ενώ οι αρμόδιοι παράγοντες εδήλωσαν ότι η κατάστασις παρακολουθείται στενώς. Κατά τας πληροφορίας εκ της πρωτευούσης, οι εκπρόσωποι των ενδιαφερομένων μερών συνήλθον εις σύσκεψιν, κατά την οποίαν εξητάσθησαν όλα τα εκκρεμή ζητήματα. Ο υπουργός των Εξωτερικών δηλώσας εις τους δημοσιογράφους ότι δεν υφίσταται λόγος ανησυχίας, επρόσθεσεν ότι αι σχέσεις των δύο χωρών εξακολουθούν να είναι φιλικαί και ότι αναμένεται σύντομον αποτέλεσμα των συνομιλιών. Αι υπηρεσίαι εδέχθησαν μεγάλον αριθμόν αιτήσεων, αι οποίαι θα εξετασθούν κατά σειράν προτεραιότητος. ΟΙ ΑΜΕΡΙΚΑΝΟΙ ΟΥΑΣΙΓΚΤΩΝ, 20 (Ηνωμ. Τύπος). Η κυβέρνησις ανεκοίνωσεν χθες ότι αι διαπραγματεύσεις θα συνεχισθούν κατά την προσεχή εβδομάδα, ενώ οι αρμόδιοι παράγοντες εδήλωσαν ότι η κατάστασις παρακολουθείται στενώς. Κατά τας πληροφορίας εκ της πρωτευούσης, οι εκπρόσωποι των ενδιαφερομένων μερών συνήλθον εις σύσκεψιν, κατά την οποίαν εξητάσθησαν όλα τα εκκρεμή ζητήματα. Ο υπουργός των Εξωτερικών δηλώσας εις τους δημοσιογράφους ότι δεν υφίσταται λόγος ανησυχίας, επρόσθεσεν ότι αι σχέσεις των δύο χωρών εξακολουθούν να είναι φιλικαί και ότι αναμένεται σύντομον αποτέλεσμα των συνομιλιών. Αι υπηρεσίαι εδέχθησαν μεγάλον αριθμόν αιτήσεων, αι οποίαι θα εξετασθούν κατά σειράν προτεραιότητος. ΚΑΙ ΔΙΑΣΤΗΜΟΠΛΟΙΟΝ ΜΟΣΧΑ, 20 (Ηνωμ. Τύπος). Η κυβέρνησις ανεκοίνωσεν χθες ότι αι διαπραγματεύσεις θα συνεχισθούν κατά την προσεχή εβδομάδα, ενώ οι αρμόδιοι παράγοντες εδήλωσαν ότι η κατάστασις παρακολουθείται στενώς. Κατά τας πληροφορίας εκ της πρωτευούσης, οι εκπρόσωποι των ενδιαφερομένων μερών συνήλθον εις σύσκεψιν, κατά την οποίαν εξητάσθησαν όλα τα εκκρεμή ζητήματα. Ο υπουργός των Εξωτερικών δηλώσας εις τους δημοσιογράφους ότι δεν υφίσταται λόγος ανησυχίας, επρόσθεσεν ότι αι σχέσεις των δύο χωρών εξακολουθούν να είναι φιλικαί και ότι αναμένεται σύντομον αποτέλεσμα των συνομιλιών. Αι υπηρεσίαι εδέχθησαν μεγάλον αριθμόν αιτήσεων, αι οποίαι θα εξετασθούν κατά σειράν προτεραιότητος. ΤΟ ΠΡΟΣΦΥΓΕΙΟΝ ΜΟΣΧΑ, 20 (Ηνωμ. Τύπος). Η κυβέρνησις ανεκοίνωσεν χθες ότι αι διαπραγματεύσεις θα συνεχισθούν κατά την προσεχή εβδομάδα, ενώ οι αρμόδιοι παράγοντες εδήλωσαν ότι η κατάστασις παρακολουθείται στενώς. Κατά τας πληροφορίας εκ της πρωτευούσης, οι εκπρόσωποι των ενδιαφερομένων μερών συνήλθον εις σύσκεψιν, κατά την οποίαν εξητάσθησαν όλα τα εκκρεμή ζητήματα. Ο υπουργός των Εξωτερικών δηλώσας εις τους δημοσιογράφους ότι δεν υφίσταται λόγος ανησυχίας, επρόσθεσεν ότι αι σχέσεις των δύο χωρών εξακολουθούν να είναι φιλικαί και ότι αναμένεται σύντομον αποτέλεσμα των συνομιλιών. Αι υπηρεσίαι εδέχθησαν μεγάλον αριθμόν αιτήσεων, αι οποίαι θα εξετασθούν κατά σειράν προτεραιότητος. ΤΙ ΛΕΓΕΙ Ο ΛΟΒΕΛ ΤΖΟΝΤΡΕΛ ΜΠΑΝΚ, 20 (Ηνωμ. Τύπος). Η κυβέρνησις ανεκοίνωσεν χθες ότι αι διαπραγματεύσεις θα συνεχισθούν κατά την προσεχή εβδομάδα, ενώ οι αρμόδιοι παράγοντες εδήλωσαν ότι η κατάστασις παρακολουθείται στενώς. Κατά τας πληροφορίας εκ της πρωτευούσης, οι εκπρόσωποι των ενδιαφερομένων μερών συνήλθον εις σύσκεψιν, κατά την οποίαν εξητάσθησαν όλα τα εκκρεμή ζητήματα. Ο υπουργός των Εξωτερικών δηλώσας εις τους δημοσιογράφους ότι δεν υφίσταται λόγος ανησυχίας, επρόσθεσεν ότι αι σχέσεις των δύο χωρών εξακολουθούν να είναι φιλικαί και ότι αναμένεται σύντομον αποτέλεσμα των συνομιλιών. Αι υπηρεσίαι εδέχθησαν μεγάλον αριθμόν αιτήσεων, αι οποίαι θα εξετασθούν κατά σειράν προτεραιότητος. xyxy=(692,1432,906,1884)
body-text: Η κυβέρνησις ανεκοίνωσεν χθες ότι αι διαπραγματεύσεις θα συνεχισθούν κατά την προσεχή εβδομάδα, ενώ οι αρμόδιοι παράγοντες εδήλωσαν ότι η κατάστασις παρακολουθείται στενώς. Κατά τας πληροφορίας εκ της πρωτευούσης, οι εκπρόσωποι των ενδιαφερομένων μερών συνήλθον εις σύσκεψιν, κατά την οποίαν εξητάσθησαν όλα τα εκκρεμή ζητήματα. Ο υπουργός των Εξωτερικών δηλώσας εις τους δημοσιογράφους ότι δεν υφίσταται λόγος ανησυχίας, επρόσθεσεν ότι αι σχέσεις των δύο χωρών εξακολουθούν να είναι φιλικαί και ότι αναμένεται σύντομον αποτέλεσμα των συνομιλιών. Αι υπηρεσίαι εδέχθησαν μεγάλον αριθμόν αιτήσεων, αι οποίαι θα εξετασθούν κατά σειράν προτεραιότητος. xyxy=(802,1719,906,1881)
headline-weather: ΟΛΙΓΟΝ ΝΕΦΕΛΩΔΗΣ ΠΡΟΒΛΕΠΕΤΑΙ Ο ΚΑΙΡΟΣ ΣΗΜΕΡΟΝ xyxy=(252,1348,354,1373)
body-text: Η κυβέρνησις ανεκοίνωσεν χθες ότι αι διαπραγματεύσεις θα συνεχισθούν κατά την προσεχή εβδομάδα, ενώ οι αρμόδιοι παράγοντες εδήλωσαν ότι η κατάστασις παρακολουθείται στενώς. Κατά τας πληροφορίας εκ της πρωτευούσης, οι εκπρόσωποι των ενδιαφερομένων μερών συνήλθον εις σύσκεψιν, κατά την οποίαν εξητάσθησαν όλα τα εκκρεμή ζητήματα. Ο υπουργός των Εξωτερικών δηλώσας εις τους δημοσιογράφους ότι δεν υφίσταται λόγος ανησυχίας, επρόσθεσεν ότι αι σχέσεις των δύο χωρών εξακολουθούν να είναι φιλικαί και ότι αναμένεται σύντομον αποτέλεσμα των συνομιλιών. Αι υπηρεσίαι εδέχθησαν μεγάλον αριθμόν αιτήσεων, αι οποίαι θα εξετασθούν κατά σειράν προτεραιότητος. xyxy=(525,222,602,463)
body-text: Η κυβέρνησις ανεκοίνωσεν χθες ότι αι διαπραγματεύσεις θα συνεχισθούν κατά την προσεχή εβδομάδα, ενώ οι αρμόδιοι παράγοντες εδήλωσαν ότι η κατάστασις παρακολουθείται στενώς. Κατά τας πληροφορίας εκ της πρωτευούσης, οι εκπρόσωποι των ενδιαφερομένων μερών συνήλθον εις σύσκεψιν, κατά την οποίαν εξητάσθησαν όλα τα εκκρεμή ζητήματα. Ο υπουργός των Εξωτερικών δηλώσας εις τους δημοσιογράφους ότι δεν υφίσταται λόγος ανησυχίας, επρόσθεσεν ότι αι σχέσεις των δύο χωρών εξακολουθούν να είναι φιλικαί και ότι αναμένεται σύντομον αποτέλεσμα των συνομιλιών. Αι υπηρεσίαι εδέχθησαν μεγάλον αριθμόν αιτήσεων, αι οποίαι θα εξετασθούν κατά σειράν προτεραιότητος. xyxy=(692,141,906,399)
headline-istanbul-robberies: ΝΕΑΣ ΛΗΣΤΕΙΑΣ ΕΙΣ ΚΩΝΣΤΑΝΤΙΝΟΥΠΟΛΙΝ ΕΠΡΑΓΜΑΤΟΠΟΙΗΣΑΝ ΑΝΤΑΡΤΑΙ ΤΩΝ ΠΟΛΕΩΝ xyxy=(691,819,907,837)
headline-seoul: ΝΕΑΙ ΤΑΡΑΧΑΙ ΕΙΣ ΤΗΝ ΣΕΟΥΛ xyxy=(252,1560,354,1569)
subhead: ΑΛΛΑ ΖΗΤΕΙΤΑΙ ΔΙΕΥΚΡΙΝΗΣΙΣ ΩΡΙΣΜΕΝΩΝ ΛΕΠΤΟΜΕΡΕΙΩΝ xyxy=(3,122,242,148)
body-text: Η κυβέρνησις ανεκοίνωσεν χθες ότι αι διαπραγματεύσεις θα συνεχισθούν κατά την προσεχή εβδομάδα, ενώ οι αρμόδιοι παράγοντες εδήλωσαν ότι η κατάστασις παρακολουθείται στενώς. Κατά τας πληροφορίας εκ της πρωτευούσης, οι εκπρόσωποι των ενδιαφερομένων μερών συνήλθον εις σύσκεψιν, κατά την οποίαν εξητάσθησαν όλα τα εκκρεμή ζητήματα. Ο υπουργός των Εξωτερικών δηλώσας εις τους δημοσιογράφους ότι δεν υφίσταται λόγος ανησυχίας, επρόσθεσεν ότι αι σχέσεις των δύο χωρών εξακολουθούν να είναι φιλικαί και ότι αναμένεται σύντομον αποτέλεσμα των συνομιλιών. Αι υπηρεσίαι εδέχθησαν μεγάλον αριθμόν αιτήσεων, αι οποίαι θα εξετασθούν κατά σειράν προτεραιότητος. xyxy=(253,49,353,233)
body-text: Η κυβέρνησις ανεκοίνωσεν χθες ότι αι διαπραγματεύσεις θα συνεχισθούν κατά την προσεχή εβδομάδα, ενώ οι αρμόδιοι παράγοντες εδήλωσαν ότι η κατάστασις παρακολουθείται στενώς. Κατά τας πληροφορίας εκ της πρωτευούσης, οι εκπρόσωποι των ενδιαφερομένων μερών συνήλθον εις σύσκεψιν, κατά την οποίαν εξητάσθησαν όλα τα εκκρεμή ζητήματα. Ο υπουργός των Εξωτερικών δηλώσας εις τους δημοσιογράφους ότι δεν υφίσταται λόγος ανησυχίας, επρόσθεσεν ότι αι σχέσεις των δύο χωρών εξακολουθούν να είναι φιλικαί και ότι αναμένεται σύντομον αποτέλεσμα των συνομιλιών. Αι υπηρεσίαι εδέχθησαν μεγάλον αριθμόν αιτήσεων, αι οποίαι θα εξετασθούν κατά σειράν προτεραιότητος. xyxy=(692,639,796,809)
headline-unemployment: ΑΠΕΙΛΗ ΜΑΖΙΚΗΣ ΑΝΕΡΓΙΑΣ ΕΠΙΚΡΕΜΑΤΑΙ ΤΗΣ ΑΓΓΛΙΑΣ ΔΙΑ ΠΡΩΤΗΝ ΦΟΡΑΝ ΑΠΟ ΤΗΣ ΜΕΤΑΠΟΛΕΜΙΚΗΣ ΚΡΙΣΕΩΣ xyxy=(2,807,243,824)
body-text: Η κυβέρνησις ανεκοίνωσεν χθες ότι αι διαπραγματεύσεις θα συνεχισθούν κατά την προσεχή εβδομάδα, ενώ οι αρμόδιοι παράγοντες εδήλωσαν ότι η κατάστασις παρακολουθείται στενώς. Κατά τας πληροφορίας εκ της πρωτευούσης, οι εκπρόσωποι των ενδιαφερομένων μερών συνήλθον εις σύσκεψιν, κατά την οποίαν εξητάσθησαν όλα τα εκκρεμή ζητήματα. Ο υπουργός των Εξωτερικών δηλώσας εις τους δημοσιογράφους ότι δεν υφίσταται λόγος ανησυχίας, επρόσθεσεν ότι αι σχέσεις των δύο χωρών εξακολουθούν να είναι φιλικαί και ότι αναμένεται σύντομον αποτέλεσμα των συνομιλιών. Αι υπηρεσίαι εδέχθησαν μεγάλον αριθμόν αιτήσεων, αι οποίαι θα εξετασθούν κατά σειράν προτεραιότητος. xyxy=(692,846,796,1008)
body-text: Η κυβέρνησις ανεκοίνωσεν χθες ότι αι διαπραγματεύσεις θα συνεχισθούν κατά την προσεχή εβδομάδα, ενώ οι αρμόδιοι παράγοντες εδήλωσαν ότι η κατάστασις παρακολουθείται στενώς. Κατά τας πληροφορίας εκ της πρωτευούσης, οι εκπρόσωποι των ενδιαφερομένων μερών συνήλθον εις σύσκεψιν, κατά την οποίαν εξητάσθησαν όλα τα εκκρεμή ζητήματα. Ο υπουργός των Εξωτερικών δηλώσας εις τους δημοσιογράφους ότι δεν υφίσταται λόγος ανησυχίας, επρόσθεσεν ότι αι σχέσεις των δύο χωρών εξακολουθούν να είναι φιλικαί και ότι αναμένεται σύντομον αποτέλεσμα των συνομιλιών. Αι υπηρεσίαι εδέχθησαν μεγάλον αριθμόν αιτήσεων, αι οποίαι θα εξετασθούν κατά σειράν προτεραιότητος. xyxy=(361,1567,452,1758)
subhead: ΜΕ ΑΝΤΑΛΛΑΓΜΑ ΤΗΝ ΕΙΣΟΔΟΝ ΤΗΣ ΕΙΣ ΤΗΝ ΕΥΡΩΠΑΪΚΗΝ ΚΟΙΝΟΤΗΤΑ xyxy=(692,117,906,139)
article-body: ΚΩΝΣΤΑΝΤΙΝΟΥΠΟΛΙΣ, 20 (Ηνωμ. Τύπος). Η κυβέρνησις ανεκοίνωσεν χθες ότι αι διαπραγματεύσεις θα συνεχισθούν κατά την προσεχή εβδομάδα, ενώ οι αρμόδιοι παράγοντες εδήλωσαν ότι η κατάστασις παρακολουθείται στενώς. Κατά τας πληροφορίας εκ της πρωτευούσης, οι εκπρόσωποι των ενδιαφερομένων μερών συνήλθον εις σύσκεψιν, κατά την οποίαν εξητάσθησαν όλα τα εκκρεμή ζητήματα. Ο υπουργός των Εξωτερικών δηλώσας εις τους δημοσιογράφους ότι δεν υφίσταται λόγος ανησυχίας, επρόσθεσεν ότι αι σχέσεις των δύο χωρών εξακολουθούν να είναι φιλικαί και ότι αναμένεται σύντομον αποτέλεσμα των συνομιλιών. Αι υπηρεσίαι εδέχθησαν μεγάλον αριθμόν αιτήσεων, αι οποίαι θα εξετασθούν κατά σειράν προτεραιότητος. ΑΠΟΠΕΙΡΑ ΛΗΣΤΕΙΑΣ Η κυβέρνησις ανεκοίνωσεν χθες ότι αι διαπραγματεύσεις θα συνεχισθούν κατά την προσεχή εβδομάδα, ενώ οι αρμόδιοι παράγοντες εδήλωσαν ότι η κατάστασις παρακολουθείται στενώς. Κατά τας πληροφορίας εκ της πρωτευούσης, οι εκπρόσωποι των ενδιαφερομένων μερών συνήλθον εις σύσκεψιν, κατά την οποίαν εξητάσθησαν όλα τα εκκρεμή ζητήματα. Ο υπουργός των Εξωτερικών δηλώσας εις τους δημοσιογράφους ότι δεν υφίσταται λόγος ανησυχίας, επρόσθεσεν ότι αι σχέσεις των δύο χωρών εξακολουθούν να είναι φιλικαί και ότι αναμένεται σύντομον αποτέλεσμα των συνομιλιών. Αι υπηρεσίαι εδέχθησαν μεγάλον αριθμόν αιτήσεων, αι οποίαι θα εξετασθούν κατά σειράν προτεραιότητος. xyxy=(692,839,906,1014)
body-text: Η κυβέρνησις ανεκοίνωσεν χθες ότι αι διαπραγματεύσεις θα συνεχισθούν κατά την προσεχή εβδομάδα, ενώ οι αρμόδιοι παράγοντες εδήλωσαν ότι η κατάστασις παρακολουθείται στενώς. Κατά τας πληροφορίας εκ της πρωτευούσης, οι εκπρόσωποι των ενδιαφερομένων μερών συνήλθον εις σύσκεψιν, κατά την οποίαν εξητάσθησαν όλα τα εκκρεμή ζητήματα. Ο υπουργός των Εξωτερικών δηλώσας εις τους δημοσιογράφους ότι δεν υφίσταται λόγος ανησυχίας, επρόσθεσεν ότι αι σχέσεις των δύο χωρών εξακολουθούν να είναι φιλικαί και ότι αναμένεται σύντομον αποτέλεσμα των συνομιλιών. Αι υπηρεσίαι εδέχθησαν μεγάλον αριθμόν αιτήσεων, αι οποίαι θα εξετασθούν κατά σειράν προτεραιότητος. xyxy=(692,1439,796,1601)
body-text: Η κυβέρνησις ανεκοίνωσεν χθες ότι αι διαπραγματεύσεις θα συνεχισθούν κατά την προσεχή εβδομάδα, ενώ οι αρμόδιοι παράγοντες εδήλωσαν ότι η κατάστασις παρακολουθείται στενώς. Κατά τας πληροφορίας εκ της πρωτευούσης, οι εκπρόσωποι των ενδιαφερομένων μερών συνήλθον εις σύσκεψιν, κατά την οποίαν εξητάσθησαν όλα τα εκκρεμή ζητήματα. Ο υπουργός των Εξωτερικών δηλώσας εις τους δημοσιογράφους ότι δεν υφίσταται λόγος ανησυχίας, επρόσθεσεν ότι αι σχέσεις των δύο χωρών εξακολουθούν να είναι φιλικαί και ότι αναμένεται σύντομον αποτέλεσμα των συνομιλιών. Αι υπηρεσίαι εδέχθησαν μεγάλον αριθμόν αιτήσεων, αι οποίαι θα εξετασθούν κατά σειράν προτεραιότητος. xyxy=(802,1529,906,1699)
body-text: Η κυβέρνησις ανεκοίνωσεν χθες ότι αι διαπραγματεύσεις θα συνεχισθούν κατά την προσεχή εβδομάδα, ενώ οι αρμόδιοι παράγοντες εδήλωσαν ότι η κατάστασις παρακολουθείται στενώς. Κατά τας πληροφορίας εκ της πρωτευούσης, οι εκπρόσωποι των ενδιαφερομένων μερών συνήλθον εις σύσκεψιν, κατά την οποίαν εξητάσθησαν όλα τα εκκρεμή ζητήματα. Ο υπουργός των Εξωτερικών δηλώσας εις τους δημοσιογράφους ότι δεν υφίσταται λόγος ανησυχίας, επρόσθεσεν ότι αι σχέσεις των δύο χωρών εξακολουθούν να είναι φιλικαί και ότι αναμένεται σύντομον αποτέλεσμα των συνομιλιών. Αι υπηρεσίαι εδέχθησαν μεγάλον αριθμόν αιτήσεων, αι οποίαι θα εξετασθούν κατά σειράν προτεραιότητος. xyxy=(3,1182,120,1331)
subhead-gaza: Εκρήξεις χειροβομβίδων εις την Γάζαν xyxy=(360,918,685,932)
body-text: Η κυβέρνησις ανεκοίνωσεν χθες ότι αι διαπραγματεύσεις θα συνεχισθούν κατά την προσεχή εβδομάδα, ενώ οι αρμόδιοι παράγοντες εδήλωσαν ότι η κατάστασις παρακολουθείται στενώς. Κατά τας πληροφορίας εκ της πρωτευούσης, οι εκπρόσωποι των ενδιαφερομένων μερών συνήλθον εις σύσκεψιν, κατά την οποίαν εξητάσθησαν όλα τα εκκρεμή ζητήματα. Ο υπουργός των Εξωτερικών δηλώσας εις τους δημοσιογράφους ότι δεν υφίσταται λόγος ανησυχίας, επρόσθεσεν ότι αι σχέσεις των δύο χωρών εξακολουθούν να είναι φιλικαί και ότι αναμένεται σύντομον αποτέλεσμα των συνομιλιών. Αι υπηρεσίαι εδέχθησαν μεγάλον αριθμόν αιτήσεων, αι οποίαι θα εξετασθούν κατά σειράν προτεραιότητος. xyxy=(443,607,602,794)
body-text: Η κυβέρνησις ανεκοίνωσεν χθες ότι αι διαπραγματεύσεις θα συνεχισθούν κατά την προσεχή εβδομάδα, ενώ οι αρμόδιοι παράγοντες εδήλωσαν ότι η κατάστασις παρακολουθείται στενώς. Κατά τας πληροφορίας εκ της πρωτευούσης, οι εκπρόσωποι των ενδιαφερομένων μερών συνήλθον εις σύσκεψιν, κατά την οποίαν εξητάσθησαν όλα τα εκκρεμή ζητήματα. Ο υπουργός των Εξωτερικών δηλώσας εις τους δημοσιογράφους ότι δεν υφίσταται λόγος ανησυχίας, επρόσθεσεν ότι αι σχέσεις των δύο χωρών εξακολουθούν να είναι φιλικαί και ότι αναμένεται σύντομον αποτέλεσμα των συνομιλιών. Αι υπηρεσίαι εδέχθησαν μεγάλον αριθμόν αιτήσεων, αι οποίαι θα εξετασθούν κατά σειράν προτεραιότητος. xyxy=(3,1481,120,1622)
divider xyxy=(2,1157,243,1160)
headline-israel-plan: ΙΣΡΑΗΛΙΝΟΝ ΣΧΕΔΙΟΝ ΕΚ ΤΡΙΩΝ ΣΗΜΕΙΩΝ ΔΙ' ΕΠΑΝΑΛΕΙΤΟΥΡΓΙΑΝ ΤΗΣ ΔΙΩΡΥΓΟΣ ΔΙΕΒΙΒΑΣΘΗ ΠΡΟΣ ΤΑΣ ΗΝΩΜ. ΠΟΛΙΤΕΙΑΣ xyxy=(377,806,669,897)
article-body: ΧΑΓΗ, 20 (Ασσ. Πρές). Η κυβέρνησις ανεκοίνωσεν χθες ότι αι διαπραγματεύσεις θα συνεχισθούν κατά την προσεχή εβδομάδα, ενώ οι αρμόδιοι παράγοντες εδήλωσαν ότι η κατάστασις παρακολουθείται στενώς. Κατά τας πληροφορίας εκ της πρωτευούσης, οι εκπρόσωποι των ενδιαφερομένων μερών συνήλθον εις σύσκεψιν, κατά την οποίαν εξητάσθησαν όλα τα εκκρεμή ζητήματα. Ο υπουργός των Εξωτερικών δηλώσας εις τους δημοσιογράφους ότι δεν υφίσταται λόγος ανησυχίας, επρόσθεσεν ότι αι σχέσεις των δύο χωρών εξακολουθούν να είναι φιλικαί και ότι αναμένεται σύντομον αποτέλεσμα των συνομιλιών. Αι υπηρεσίαι εδέχθησαν μεγάλον αριθμόν αιτήσεων, αι οποίαι θα εξετασθούν κατά σειράν προτεραιότητος. Η κυβέρνησις ανεκοίνωσεν χθες ότι αι διαπραγματεύσεις θα συνεχισθούν κατά την προσεχή εβδομάδα, ενώ οι αρμόδιοι παράγοντες εδήλωσαν ότι η κατάστασις παρακολουθείται στενώς. Κατά τας πληροφορίας εκ της πρωτευούσης, οι εκπρόσωποι των ενδιαφερομένων μερών συνήλθον εις σύσκεψιν, κατά την οποίαν εξητάσθησαν όλα τα εκκρεμή ζητήματα. Ο υπουργός των Εξωτερικών δηλώσας εις τους δημοσιογράφους ότι δεν υφίσταται λόγος ανησυχίας, επρόσθεσεν ότι αι σχέσεις των δύο χωρών εξακολουθούν να είναι φιλικαί και ότι αναμένεται σύντομον αποτέλεσμα των συνομιλιών. Αι υπηρεσίαι εδέχθησαν μεγάλον αριθμόν αιτήσεων, αι οποίαι θα εξετασθούν κατά σειράν προτεραιότητος. ΕΚΚΛΗΣΙΣ ΔΙ' ΑΦΟΠΛΙΣΜΟΝ ΓΕΝΕΥΗ, 20 (Ηνωμ. Τύπος). Η κυβέρνησις ανεκοίνωσεν χθες ότι αι διαπραγματεύσεις θα συνεχισθούν κατά την προσεχή εβδομάδα, ενώ οι αρμόδιοι παράγοντες εδήλωσαν ότι η κατάστασις παρακολουθείται στενώς. Κατά τας πληροφορίας εκ της πρωτευούσης, οι εκπρόσωποι των ενδιαφερομένων μερών συνήλθον εις σύσκεψιν, κατά την οποίαν εξητάσθησαν όλα τα εκκρεμή ζητήματα. Ο υπουργός των Εξωτερικών δηλώσας εις τους δημοσιογράφους ότι δεν υφίσταται λόγος ανησυχίας, επρόσθεσεν ότι αι σχέσεις των δύο χωρών εξακολουθούν να είναι φιλικαί και ότι αναμένεται σύντομον αποτέλεσμα των συνομιλιών. Αι υπηρεσίαι εδέχθησαν μεγάλον αριθμόν αιτήσεων, αι οποίαι θα εξετασθούν κατά σειράν προτεραιότητος. xyxy=(692,141,906,403)
article-body: ΣΑΪΓΚΟΝ, 20 (Ρώυτερ). Η κυβέρνησις ανεκοίνωσεν χθες ότι αι διαπραγματεύσεις θα συνεχισθούν κατά την προσεχή εβδομάδα, ενώ οι αρμόδιοι παράγοντες εδήλωσαν ότι η κατάστασις παρακολουθείται στενώς. Κατά τας πληροφορίας εκ της πρωτευούσης, οι εκπρόσωποι των ενδιαφερομένων μερών συνήλθον εις σύσκεψιν, κατά την οποίαν εξητάσθησαν όλα τα εκκρεμή ζητήματα. Ο υπουργός των Εξωτερικών δηλώσας εις τους δημοσιογράφους ότι δεν υφίσταται λόγος ανησυχίας, επρόσθεσεν ότι αι σχέσεις των δύο χωρών εξακολουθούν να είναι φιλικαί και ότι αναμένεται σύντομον αποτέλεσμα των συνομιλιών. Αι υπηρεσίαι εδέχθησαν μεγάλον αριθμόν αιτήσεων, αι οποίαι θα εξετασθούν κατά σειράν προτεραιότητος. Η κυβέρνησις ανεκοίνωσεν χθες ότι αι διαπραγματεύσεις θα συνεχισθούν κατά την προσεχή εβδομάδα, ενώ οι αρμόδιοι παράγοντες εδήλωσαν ότι η κατάστασις παρακολουθείται στενώς. Κατά τας πληροφορίας εκ της πρωτευούσης, οι εκπρόσωποι των ενδιαφερομένων μερών συνήλθον εις σύσκεψιν, κατά την οποίαν εξητάσθησαν όλα τα εκκρεμή ζητήματα. Ο υπουργός των Εξωτερικών δηλώσας εις τους δημοσιογράφους ότι δεν υφίσταται λόγος ανησυχίας, επρόσθεσεν ότι αι σχέσεις των δύο χωρών εξακολουθούν να είναι φιλικαί και ότι αναμένεται σύντομον αποτέλεσμα των συνομιλιών. Αι υπηρεσίαι εδέχθησαν μεγάλον αριθμόν αιτήσεων, αι οποίαι θα εξετασθούν κατά σειράν προτεραιότητος. ΠΤΩΜΑ ΔΗΜΟΣΙΟΓΡΑΦΟΥ ΠΝΟΜ ΠΕΝΧ, 20 (Ασσ. Πρές). Η κυβέρνησις ανεκοίνωσεν χθες ότι αι διαπραγματεύσεις θα συνεχισθούν κατά την προσεχή εβδομάδα, ενώ οι αρμόδιοι παράγοντες εδήλωσαν ότι η κατάστασις παρακολουθείται στενώς. Κατά τας πληροφορίας εκ της πρωτευούσης, οι εκπρόσωποι των ενδιαφερομένων μερών συνήλθον εις σύσκεψιν, κατά την οποίαν εξητάσθησαν όλα τα εκκρεμή ζητήματα. Ο υπουργός των Εξωτερικών δηλώσας εις τους δημοσιογράφους ότι δεν υφίσταται λόγος ανησυχίας, επρόσθεσεν ότι αι σχέσεις των δύο χωρών εξακολουθούν να είναι φιλικαί και ότι αναμένεται σύντομον αποτέλεσμα των συνομιλιών. Αι υπηρεσίαι εδέχθησαν μεγάλον αριθμόν αιτήσεων, αι οποίαι θα εξετασθούν κατά σειράν προτεραιότητος. xyxy=(361,607,684,797)
article-body: ΟΥΑΣΙΓΚΤΩΝ, 20 (Ρώυτερ). Η κυβέρνησις ανεκοίνωσεν χθες ότι αι διαπραγματεύσεις θα συνεχισθούν κατά την προσεχή εβδομάδα, ενώ οι αρμόδιοι παράγοντες εδήλωσαν ότι η κατάστασις παρακολουθείται στενώς. Κατά τας πληροφορίας εκ της πρωτευούσης, οι εκπρόσωποι των ενδιαφερομένων μερών συνήλθον εις σύσκεψιν, κατά την οποίαν εξητάσθησαν όλα τα εκκρεμή ζητήματα. Ο υπουργός των Εξωτερικών δηλώσας εις τους δημοσιογράφους ότι δεν υφίσταται λόγος ανησυχίας, επρόσθεσεν ότι αι σχέσεις των δύο χωρών εξακολουθούν να είναι φιλικαί και ότι αναμένεται σύντομον αποτέλεσμα των συνομιλιών. Αι υπηρεσίαι εδέχθησαν μεγάλον αριθμόν αιτήσεων, αι οποίαι θα εξετασθούν κατά σειράν προτεραιότητος. Η κυβέρνησις ανεκοίνωσεν χθες ότι αι διαπραγματεύσεις θα συνεχισθούν κατά την προσεχή εβδομάδα, ενώ οι αρμόδιοι παράγοντες εδήλωσαν ότι η κατάστασις παρακολουθείται στενώς. Κατά τας πληροφορίας εκ της πρωτευούσης, οι εκπρόσωποι των ενδιαφερομένων μερών συνήλθον εις σύσκεψιν, κατά την οποίαν εξητάσθησαν όλα τα εκκρεμή ζητήματα. Ο υπουργός των Εξωτερικών δηλώσας εις τους δημοσιογράφους ότι δεν υφίσταται λόγος ανησυχίας, επρόσθεσεν ότι αι σχέσεις των δύο χωρών εξακολουθούν να είναι φιλικαί και ότι αναμένεται σύντομον αποτέλεσμα των συνομιλιών. Αι υπηρεσίαι εδέχθησαν μεγάλον αριθμόν αιτήσεων, αι οποίαι θα εξετασθούν κατά σειράν προτεραιότητος. Ο ΡΙΑΝΤ ΚΑΪΡΟΝ, 20 (Ηνωμ. Τύπος). Η κυβέρνησις ανεκοίνωσεν χθες ότι αι διαπραγματεύσεις θα συνεχισθούν κατά την προσεχή εβδομάδα, ενώ οι αρμόδιοι παράγοντες εδήλωσαν ότι η κατάστασις παρακολουθείται στενώς. Κατά τας πληροφορίας εκ της πρωτευούσης, οι εκπρόσωποι των ενδιαφερομένων μερών συνήλθον εις σύσκεψιν, κατά την οποίαν εξητάσθησαν όλα τα εκκρεμή ζητήματα. Ο υπουργός των Εξωτερικών δηλώσας εις τους δημοσιογράφους ότι δεν υφίσταται λόγος ανησυχίας, επρόσθεσεν ότι αι σχέσεις των δύο χωρών εξακολουθούν να είναι φιλικαί και ότι αναμένεται σύντομον αποτέλεσμα των συνομιλιών. Αι υπηρεσίαι εδέχθησαν μεγάλον αριθμόν αιτήσεων, αι οποίαι θα εξετασθούν κατά σειράν προτεραιότητος. ΟΙ ΤΡΕΙΣ ΟΡΟΙ Η κυβέρνησις ανεκοίνωσεν χθες ότι αι διαπραγματεύσεις θα συνεχισθούν κατά την προσεχή εβδομάδα, ενώ οι αρμόδιοι παράγοντες εδήλωσαν ότι η κατάστασις παρακολουθείται στενώς. Κατά τας πληροφορίας εκ της πρωτευούσης, οι εκπρόσωποι των ενδιαφερομένων μερών συνήλθον εις σύσκεψιν, κατά την οποίαν εξητάσθησαν όλα τα εκκρεμή ζητήματα. Ο υπουργός των Εξωτερικών δηλώσας εις τους δημοσιογράφους ότι δεν υφίσταται λόγος ανησυχίας, επρόσθεσεν ότι αι σχέσεις των δύο χωρών εξακολουθούν να είναι φιλικαί και ότι αναμένεται σύντομον αποτέλεσμα των συνομιλιών. Αι υπηρεσίαι εδέχθησαν μεγάλον αριθμόν αιτήσεων, αι οποίαι θα εξετασθούν κατά σειράν προτεραιότητος. xyxy=(361,935,684,1181)
headline-france-eec: Θετική ή γαλλική στάσις έναντι της εισόδου της Αγγλίας εις την ΕΟΚ xyxy=(2,3,243,117)
article-body: ΠΑΡΙΣΙΟΙ, 20 (Ασσ. Πρές). Η κυβέρνησις ανεκοίνωσεν χθες ότι αι διαπραγματεύσεις θα συνεχισθούν κατά την προσεχή εβδομάδα, ενώ οι αρμόδιοι παράγοντες εδήλωσαν ότι η κατάστασις παρακολουθείται στενώς. Κατά τας πληροφορίας εκ της πρωτευούσης, οι εκπρόσωποι των ενδιαφερομένων μερών συνήλθον εις σύσκεψιν, κατά την οποίαν εξητάσθησαν όλα τα εκκρεμή ζητήματα. Ο υπουργός των Εξωτερικών δηλώσας εις τους δημοσιογράφους ότι δεν υφίσταται λόγος ανησυχίας, επρόσθεσεν ότι αι σχέσεις των δύο χωρών εξακολουθούν να είναι φιλικαί και ότι αναμένεται σύντομον αποτέλεσμα των συνομιλιών. Αι υπηρεσίαι εδέχθησαν μεγάλον αριθμόν αιτήσεων, αι οποίαι θα εξετασθούν κατά σειράν προτεραιότητος. Η κυβέρνησις ανεκοίνωσεν χθες ότι αι διαπραγματεύσεις θα συνεχισθούν κατά την προσεχή εβδομάδα, ενώ οι αρμόδιοι παράγοντες εδήλωσαν ότι η κατάστασις παρακολουθείται στενώς. Κατά τας πληροφορίας εκ της πρωτευούσης, οι εκπρόσωποι των ενδιαφερομένων μερών συνήλθον εις σύσκεψιν, κατά την οποίαν εξητάσθησαν όλα τα εκκρεμή ζητήματα. Ο υπουργός των Εξωτερικών δηλώσας εις τους δημοσιογράφους ότι δεν υφίσταται λόγος ανησυχίας, επρόσθεσεν ότι αι σχέσεις των δύο χωρών εξακολουθούν να είναι φιλικαί και ότι αναμένεται σύντομον αποτέλεσμα των συνομιλιών. Αι υπηρεσίαι εδέχθησαν μεγάλον αριθμόν αιτήσεων, αι οποίαι θα εξετασθούν κατά σειράν προτεραιότητος. Η ΣΤΕΡΛΙΝΑ ΒΡΥΞΕΛΛΑΙ, 20 (Ρώυτερ). Η κυβέρνησις ανεκοίνωσεν χθες ότι αι διαπραγματεύσεις θα συνεχισθούν κατά την προσεχή εβδομάδα, ενώ οι αρμόδιοι παράγοντες εδήλωσαν ότι η κατάστασις παρακολουθείται στενώς. Κατά τας πληροφορίας εκ της πρωτευούσης, οι εκπρόσωποι των ενδιαφερομένων μερών συνήλθον εις σύσκεψιν, κατά την οποίαν εξητάσθησαν όλα τα εκκρεμή ζητήματα. Ο υπουργός των Εξωτερικών δηλώσας εις τους δημοσιογράφους ότι δεν υφίσταται λόγος ανησυχίας, επρόσθεσεν ότι αι σχέσεις των δύο χωρών εξακολουθούν να είναι φιλικαί και ότι αναμένεται σύντομον αποτέλεσμα των συνομιλιών. Αι υπηρεσίαι εδέχθησαν μεγάλον αριθμόν αιτήσεων, αι οποίαι θα εξετασθούν κατά σειράν προτεραιότητος. xyxy=(3,150,242,380)
subhead-nixon: Ο Νίξον απέκλεισε κατηγορηματι- κώς άμεσον αποχώρησιν εκ Βιετνάμ xyxy=(360,68,685,100)
headline-zhivkov: Ο ΖΙΒΚΩΦ ΖΗΤΕΙ ΤΗΝ ΣΥΝΑΨΙΝ ΒΑΛΚΑΝΙΚΟΥ ΣΥΜΦΩΝΟΥ ΑΣΦΑΛΕΙΑΣ xyxy=(252,2,354,30)
article-body: ΕΚΚΕΡΜΙΣΤΕΡ, 20 (Ηνωμ. Τύπος). Η κυβέρνησις ανεκοίνωσεν χθες ότι αι διαπραγματεύσεις θα συνεχισθούν κατά την προσεχή εβδομάδα, ενώ οι αρμόδιοι παράγοντες εδήλωσαν ότι η κατάστασις παρακολουθείται στενώς. Κατά τας πληροφορίας εκ της πρωτευούσης, οι εκπρόσωποι των ενδιαφερομένων μερών συνήλθον εις σύσκεψιν, κατά την οποίαν εξητάσθησαν όλα τα εκκρεμή ζητήματα. Ο υπουργός των Εξωτερικών δηλώσας εις τους δημοσιογράφους ότι δεν υφίσταται λόγος ανησυχίας, επρόσθεσεν ότι αι σχέσεις των δύο χωρών εξακολουθούν να είναι φιλικαί και ότι αναμένεται σύντομον αποτέλεσμα των συνομιλιών. Αι υπηρεσίαι εδέχθησαν μεγάλον αριθμόν αιτήσεων, αι οποίαι θα εξετασθούν κατά σειράν προτεραιότητος. xyxy=(253,497,353,689)
divider xyxy=(2,801,243,804)
body-text: Η κυβέρνησις ανεκοίνωσεν χθες ότι αι διαπραγματεύσεις θα συνεχισθούν κατά την προσεχή εβδομάδα, ενώ οι αρμόδιοι παράγοντες εδήλωσαν ότι η κατάστασις παρακολουθείται στενώς. Κατά τας πληροφορίας εκ της πρωτευούσης, οι εκπρόσωποι των ενδιαφερομένων μερών συνήλθον εις σύσκεψιν, κατά την οποίαν εξητάσθησαν όλα τα εκκρεμή ζητήματα. Ο υπουργός των Εξωτερικών δηλώσας εις τους δημοσιογράφους ότι δεν υφίσταται λόγος ανησυχίας, επρόσθεσεν ότι αι σχέσεις των δύο χωρών εξακολουθούν να είναι φιλικαί και ότι αναμένεται σύντομον αποτέλεσμα των συνομιλιών. Αι υπηρεσίαι εδέχθησαν μεγάλον αριθμόν αιτήσεων, αι οποίαι θα εξετασθούν κατά σειράν προτεραιότητος. xyxy=(361,1246,520,1373)
body-text: Η κυβέρνησις ανεκοίνωσεν χθες ότι αι διαπραγματεύσεις θα συνεχισθούν κατά την προσεχή εβδομάδα, ενώ οι αρμόδιοι παράγοντες εδήλωσαν ότι η κατάστασις παρακολουθείται στενώς. Κατά τας πληροφορίας εκ της πρωτευούσης, οι εκπρόσωποι των ενδιαφερομένων μερών συνήλθον εις σύσκεψιν, κατά την οποίαν εξητάσθησαν όλα τα εκκρεμή ζητήματα. Ο υπουργός των Εξωτερικών δηλώσας εις τους δημοσιογράφους ότι δεν υφίσταται λόγος ανησυχίας, επρόσθεσεν ότι αι σχέσεις των δύο χωρών εξακολουθούν να είναι φιλικαί και ότι αναμένεται σύντομον αποτέλεσμα των συνομιλιών. Αι υπηρεσίαι εδέχθησαν μεγάλον αριθμόν αιτήσεων, αι οποίαι θα εξετασθούν κατά σειράν προτεραιότητος. xyxy=(555,1385,682,1512)
body-text: Η κυβέρνησις ανεκοίνωσεν χθες ότι αι διαπραγματεύσεις θα συνεχισθούν κατά την προσεχή εβδομάδα, ενώ οι αρμόδιοι παράγοντες εδήλωσαν ότι η κατάστασις παρακολουθείται στενώς. Κατά τας πληροφορίας εκ της πρωτευούσης, οι εκπρόσωποι των ενδιαφερομένων μερών συνήλθον εις σύσκεψιν, κατά την οποίαν εξητάσθησαν όλα τα εκκρεμή ζητήματα. Ο υπουργός των Εξωτερικών δηλώσας εις τους δημοσιογράφους ότι δεν υφίσταται λόγος ανησυχίας, επρόσθεσεν ότι αι σχέσεις των δύο χωρών εξακολουθούν να είναι φιλικαί και ότι αναμένεται σύντομον αποτέλεσμα των συνομιλιών. Αι υπηρεσίαι εδέχθησαν μεγάλον αριθμόν αιτήσεων, αι οποίαι θα εξετασθούν κατά σειράν προτεραιότητος. xyxy=(525,103,684,539)
headline-china-relations: ΔΕΝ ΕΙΝΑΙ ΝΕΑ Η ΑΜΕΡΙΚΑΝΙΚΗ ΠΡΟΣΠΑΘΕΙΑ ΔΙΑ ΤΗΝ ΤΑΧΥΤΕΡΑΝ ΠΡΟΩΘΗΣΙΝ ΤΩΝ ΟΙΚΟΝΟΜΙΚΩΝ ΣΧΕΣΕΩΝ ΜΕ ΤΗΝ ΚΙΝΑΝ xyxy=(2,390,243,419)
headline-tirana: ΓΙΟΥΓΚΟΣΛΑΒΙΚΗ ΑΝΤΙΠΡΟΣΩΠΕΙΑ ΕΙΣ ΤΑ ΤΙΡΑΝΑ xyxy=(252,908,354,934)
body-text: Η κυβέρνησις ανεκοίνωσεν χθες ότι αι διαπραγματεύσεις θα συνεχισθούν κατά την προσεχή εβδομάδα, ενώ οι αρμόδιοι παράγοντες εδήλωσαν ότι η κατάστασις παρακολουθείται στενώς. Κατά τας πληροφορίας εκ της πρωτευούσης, οι εκπρόσωποι των ενδιαφερομένων μερών συνήλθον εις σύσκεψιν, κατά την οποίαν εξητάσθησαν όλα τα εκκρεμή ζητήματα. Ο υπουργός των Εξωτερικών δηλώσας εις τους δημοσιογράφους ότι δεν υφίσταται λόγος ανησυχίας, επρόσθεσεν ότι αι σχέσεις των δύο χωρών εξακολουθούν να είναι φιλικαί και ότι αναμένεται σύντομον αποτέλεσμα των συνομιλιών. Αι υπηρεσίαι εδέχθησαν μεγάλον αριθμόν αιτήσεων, αι οποίαι θα εξετασθούν κατά σειράν προτεραιότητος. xyxy=(802,639,906,802)
headline-space-platform: ΤΗΝ ΕΓΚΑΤΑΣΤΑΣΙΝ ΔΙΑΣΤΗΜΙΚΗΣ ΕΞΕΔΡΑΣ ΠΡΟΚΕΙΤΑΙ ΝΑ ΕΠΙΧΕΙΡΗΣΟΥΝ ΟΙ ΡΩΣΣΟΙ xyxy=(691,1409,907,1429)
body-text: Η κυβέρνησις ανεκοίνωσεν χθες ότι αι διαπραγματεύσεις θα συνεχισθούν κατά την προσεχή εβδομάδα, ενώ οι αρμόδιοι παράγοντες εδήλωσαν ότι η κατάστασις παρακολουθείται στενώς. Κατά τας πληροφορίας εκ της πρωτευούσης, οι εκπρόσωποι των ενδιαφερομένων μερών συνήλθον εις σύσκεψιν, κατά την οποίαν εξητάσθησαν όλα τα εκκρεμή ζητήματα. Ο υπουργός των Εξωτερικών δηλώσας εις τους δημοσιογράφους ότι δεν υφίσταται λόγος ανησυχίας, επρόσθεσεν ότι αι σχέσεις των δύο χωρών εξακολουθούν να είναι φιλικαί και ότι αναμένεται σύντομον αποτέλεσμα των συνομιλιών. Αι υπηρεσίαι εδέχθησαν μεγάλον αριθμόν αιτήσεων, αι οποίαι θα εξετασθούν κατά σειράν προτεραιότητος. xyxy=(3,574,120,716)
body-text: Η κυβέρνησις ανεκοίνωσεν χθες ότι αι διαπραγματεύσεις θα συνεχισθούν κατά την προσεχή εβδομάδα, ενώ οι αρμόδιοι παράγοντες εδήλωσαν ότι η κατάστασις παρακολουθείται στενώς. Κατά τας πληροφορίας εκ της πρωτευούσης, οι εκπρόσωποι των ενδιαφερομένων μερών συνήλθον εις σύσκεψιν, κατά την οποίαν εξητάσθησαν όλα τα εκκρεμή ζητήματα. Ο υπουργός των Εξωτερικών δηλώσας εις τους δημοσιογράφους ότι δεν υφίσταται λόγος ανησυχίας, επρόσθεσεν ότι αι σχέσεις των δύο χωρών εξακολουθούν να είναι φιλικαί και ότι αναμένεται σύντομον αποτέλεσμα των συνομιλιών. Αι υπηρεσίαι εδέχθησαν μεγάλον αριθμόν αιτήσεων, αι οποίαι θα εξετασθούν κατά σειράν προτεραιότητος. xyxy=(525,607,684,796)
